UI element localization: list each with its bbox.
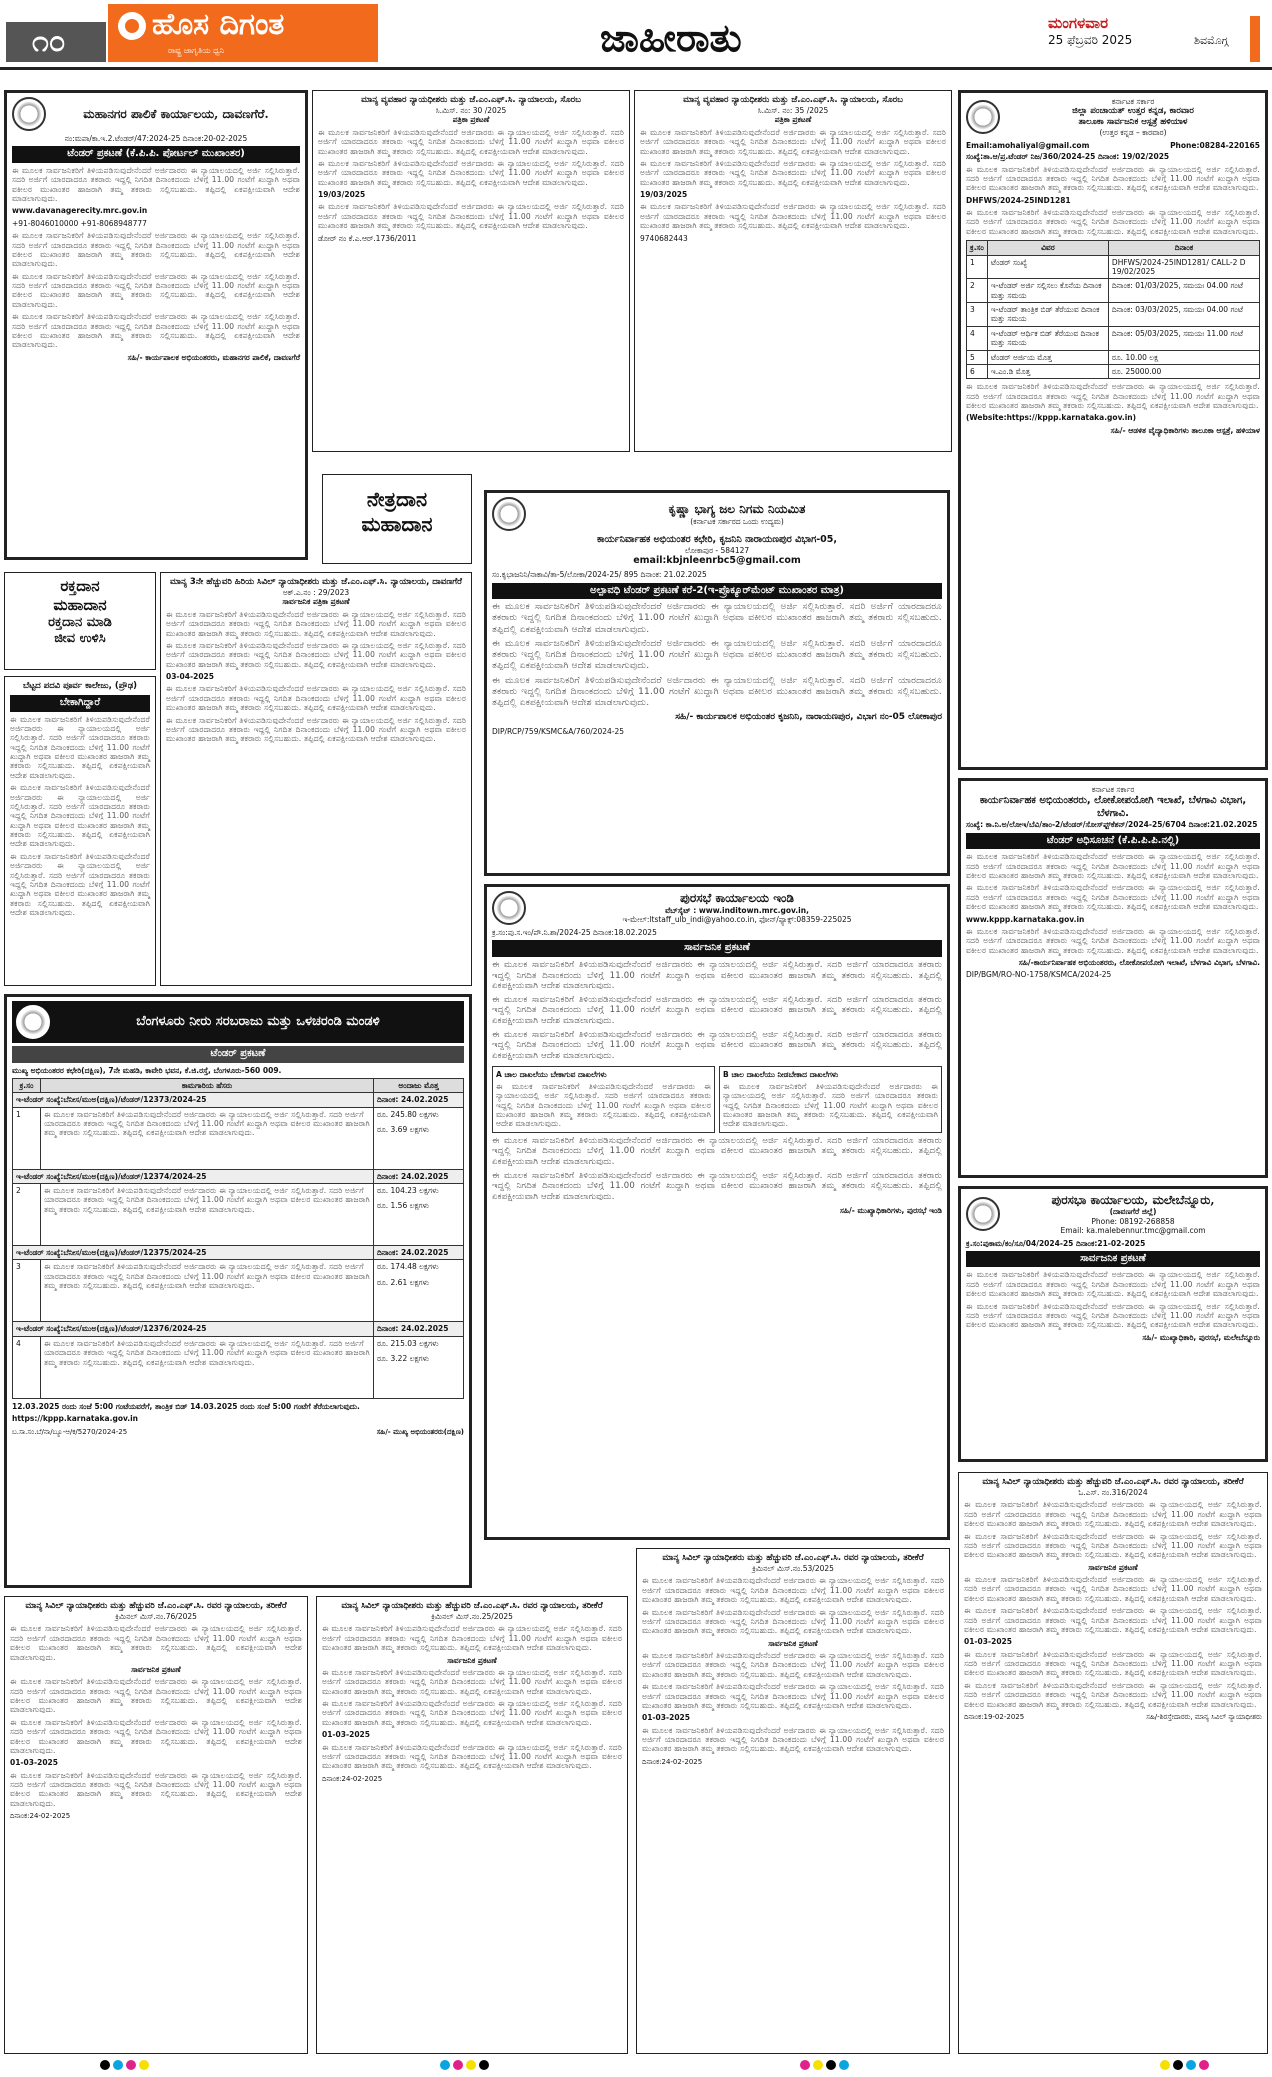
- court-sign-date: ದಿನಾಂಕ:24-02-2025: [10, 1812, 71, 1821]
- table-header-cell: ಅಂದಾಜು ಮೊತ್ತ: [374, 1078, 464, 1092]
- table-cell: 5: [967, 350, 988, 364]
- amount: ರೂ. 245.80 ಲಕ್ಷಗಳು: [377, 1109, 439, 1119]
- kbjnl-footer: ಸಹಿ/- ಕಾರ್ಯಪಾಲಕ ಅಭಿಯಂತರ ಕೃಜನಿನಿ, ನಾರಾಯಣಪುರ, ವಿಭಾಗ ನಂ-05 ಲೋಕಾಪುರ: [675, 712, 942, 723]
- table-cell: ರೂ. 25000.00: [1108, 364, 1259, 378]
- ad-body-3: ಈ ಮೂಲಕ ಸಾರ್ವಜನಿಕರಿಗೆ ತಿಳಿಯಪಡಿಸುವುದೇನೆಂದರೆ ಅರ್ಜಿದಾರರು ಈ ನ್ಯಾಯಾಲಯದಲ್ಲಿ ಅರ್ಜಿ ಸಲ್ಲಿಸಿರುತ್ತಾರೆ. ಸದರಿ ಅರ್ಜಿಗೆ ಯಾರದಾದರೂ ತಕರಾರು ಇದ್ದಲ್ಲಿ ನಿಗದಿತ ದಿನಾಂಕದಂದು ಬೆಳಿಗ್ಗೆ 11.00 ಗಂಟೆಗೆ ಖುದ್ದಾಗಿ ಅಥವಾ ವಕೀಲರ ಮುಖಾಂತರ ಹಾಜರಾಗಿ ತಮ್ಮ ತಕರಾರು ಸಲ್ಲಿಸಬಹುದು. ತಪ್ಪಿದಲ್ಲಿ ಏಕಪಕ್ಷೀಯವಾಗಿ ಆದೇಶ ಮಾಡಲಾಗುವುದು.: [12, 271, 300, 309]
- davangere-tender-ad: [4, 90, 308, 560]
- pwd-body-2: ಈ ಮೂಲಕ ಸಾರ್ವಜನಿಕರಿಗೆ ತಿಳಿಯಪಡಿಸುವುದೇನೆಂದರೆ ಅರ್ಜಿದಾರರು ಈ ನ್ಯಾಯಾಲಯದಲ್ಲಿ ಅರ್ಜಿ ಸಲ್ಲಿಸಿರುತ್ತಾರೆ. ಸದರಿ ಅರ್ಜಿಗೆ ಯಾರದಾದರೂ ತಕರಾರು ಇದ್ದಲ್ಲಿ ನಿಗದಿತ ದಿನಾಂಕದಂದು ಬೆಳಿಗ್ಗೆ 11.00 ಗಂಟೆಗೆ ಖುದ್ದಾಗಿ ಅಥವಾ ವಕೀಲರ ಮುಖಾಂತರ ಹಾಜರಾಗಿ ತಮ್ಮ ತಕರಾರು ಸಲ್ಲಿಸಬಹುದು. ತಪ್ಪಿದಲ್ಲಿ ಏಕಪಕ್ಷೀಯವಾಗಿ ಆದೇಶ ಮಾಡಲಾಗುವುದು.: [966, 883, 1260, 912]
- pwd-url[interactable]: www.kppp.karnataka.gov.in: [966, 914, 1085, 924]
- table-cell: DHFWS/2024-25IND1281/ CALL-2 D 19/02/2025: [1108, 255, 1259, 279]
- table-cell: ಟೆಂಡರ್ ಸಂಖ್ಯೆ: [987, 255, 1108, 279]
- ad-body: ಈ ಮೂಲಕ ಸಾರ್ವಜನಿಕರಿಗೆ ತಿಳಿಯಪಡಿಸುವುದೇನೆಂದರೆ ಅರ್ಜಿದಾರರು ಈ ನ್ಯಾಯಾಲಯದಲ್ಲಿ ಅರ್ಜಿ ಸಲ್ಲಿಸಿರುತ್ತಾರೆ. ಸದರಿ ಅರ್ಜಿಗೆ ಯಾರದಾದರೂ ತಕರಾರು ಇದ್ದಲ್ಲಿ ನಿಗದಿತ ದಿನಾಂಕದಂದು ಬೆಳಿಗ್ಗೆ 11.00 ಗಂಟೆಗೆ ಖುದ್ದಾಗಿ ಅಥವಾ ವಕೀಲರ ಮುಖಾಂತರ ಹಾಜರಾಗಿ ತಮ್ಮ ತಕರಾರು ಸಲ್ಲಿಸಬಹುದು. ತಪ್ಪಿದಲ್ಲಿ ಏಕಪಕ್ಷೀಯವಾಗಿ ಆದೇಶ ಮಾಡಲಾಗುವುದು.: [12, 165, 300, 203]
- court-case: ಅಕ್.ಎ.ನಂ : 29/2023: [282, 588, 350, 598]
- bwssb-logo-icon: [16, 1005, 50, 1039]
- bwssb-title: ಬೆಂಗಳೂರು ನೀರು ಸರಬರಾಜು ಮತ್ತು ಒಳಚರಂಡಿ ಮಂಡಳಿ: [136, 1014, 380, 1030]
- indi-body-2: ಈ ಮೂಲಕ ಸಾರ್ವಜನಿಕರಿಗೆ ತಿಳಿಯಪಡಿಸುವುದೇನೆಂದರೆ ಅರ್ಜಿದಾರರು ಈ ನ್ಯಾಯಾಲಯದಲ್ಲಿ ಅರ್ಜಿ ಸಲ್ಲಿಸಿರುತ್ತಾರೆ. ಸದರಿ ಅರ್ಜಿಗೆ ಯಾರದಾದರೂ ತಕರಾರು ಇದ್ದಲ್ಲಿ ನಿಗದಿತ ದಿನಾಂಕದಂದು ಬೆಳಿಗ್ಗೆ 11.00 ಗಂಟೆಗೆ ಖುದ್ದಾಗಿ ಅಥವಾ ವಕೀಲರ ಮುಖಾಂತರ ಹಾಜರಾಗಿ ತಮ್ಮ ತಕರಾರು ಸಲ್ಲಿಸಬಹುದು. ತಪ್ಪಿದಲ್ಲಿ ಏಕಪಕ್ಷೀಯವಾಗಿ ಆದೇಶ ಮಾಡಲಾಗುವುದು.: [492, 994, 942, 1026]
- amount: ರೂ. 104.23 ಲಕ್ಷಗಳು: [377, 1186, 439, 1195]
- court-body-2: ಈ ಮೂಲಕ ಸಾರ್ವಜನಿಕರಿಗೆ ತಿಳಿಯಪಡಿಸುವುದೇನೆಂದರೆ ಅರ್ಜಿದಾರರು ಈ ನ್ಯಾಯಾಲಯದಲ್ಲಿ ಅರ್ಜಿ ಸಲ್ಲಿಸಿರುತ್ತಾರೆ. ಸದರಿ ಅರ್ಜಿಗೆ ಯಾರದಾದರೂ ತಕರಾರು ಇದ್ದಲ್ಲಿ ನಿಗದಿತ ದಿನಾಂಕದಂದು ಬೆಳಿಗ್ಗೆ 11.00 ಗಂಟೆಗೆ ಖುದ್ದಾಗಿ ಅಥವಾ ವಕೀಲರ ಮುಖಾಂತರ ಹಾಜರಾಗಿ ತಮ್ಮ ತಕರಾರು ಸಲ್ಲಿಸಬಹುದು. ತಪ್ಪಿದಲ್ಲಿ ಏಕಪಕ್ಷೀಯವಾಗಿ ಆದೇಶ ಮಾಡಲಾಗುವುದು.: [322, 1667, 622, 1696]
- hospital-schedule-table: [966, 240, 1260, 379]
- hospital-email[interactable]: Email:amohaliyal@gmail.com: [966, 140, 1090, 150]
- court-date: 01-03-2025: [642, 1713, 690, 1723]
- tender-ref: ಇ-ಟೆಂಡರ್ ಸಂಖ್ಯೆ:ಬೆನೀಸ/ಮುಅ(ದಕ್ಷಿಣ)/ಟೆಂಡರ್/12374/2024-25: [13, 1169, 374, 1183]
- bwssb-footer: ಸಹಿ/- ಮುಖ್ಯ ಅಭಿಯಂತರರು(ದಕ್ಷಿಣ): [376, 1427, 464, 1436]
- emblem-icon: [12, 97, 46, 131]
- college-recruitment-ad: [4, 676, 156, 986]
- table-header-cell: ಕ್ರ.ಸಂ: [967, 241, 988, 255]
- emblem-icon: [966, 1197, 1000, 1231]
- bwssb-ref: ಬ.ಸಾ.ಸಂ.ಬೆ/ನಾ/ಬ್ಯೂ-ಆ/ಕ/5270/2024-25: [12, 1427, 128, 1436]
- court-body: ಈ ಮೂಲಕ ಸಾರ್ವಜನಿಕರಿಗೆ ತಿಳಿಯಪಡಿಸುವುದೇನೆಂದರೆ ಅರ್ಜಿದಾರರು ಈ ನ್ಯಾಯಾಲಯದಲ್ಲಿ ಅರ್ಜಿ ಸಲ್ಲಿಸಿರುತ್ತಾರೆ. ಸದರಿ ಅರ್ಜಿಗೆ ಯಾರದಾದರೂ ತಕರಾರು ಇದ್ದಲ್ಲಿ ನಿಗದಿತ ದಿನಾಂಕದಂದು ಬೆಳಿಗ್ಗೆ 11.00 ಗಂಟೆಗೆ ಖುದ್ದಾಗಿ ಅಥವಾ ವಕೀಲರ ಮುಖಾಂತರ ಹಾಜರಾಗಿ ತಮ್ಮ ತಕರಾರು ಸಲ್ಲಿಸಬಹುದು. ತಪ್ಪಿದಲ್ಲಿ ಏಕಪಕ್ಷೀಯವಾಗಿ ಆದೇಶ ಮಾಡಲಾಗುವುದು.: [166, 609, 466, 638]
- tender-date: ದಿನಾಂಕ: 24.02.2025: [374, 1322, 464, 1336]
- court-body-3: ಈ ಮೂಲಕ ಸಾರ್ವಜನಿಕರಿಗೆ ತಿಳಿಯಪಡಿಸುವುದೇನೆಂದರೆ ಅರ್ಜಿದಾರರು ಈ ನ್ಯಾಯಾಲಯದಲ್ಲಿ ಅರ್ಜಿ ಸಲ್ಲಿಸಿರುತ್ತಾರೆ. ಸದರಿ ಅರ್ಜಿಗೆ ಯಾರದಾದರೂ ತಕರಾರು ಇದ್ದಲ್ಲಿ ನಿಗದಿತ ದಿನಾಂಕದಂದು ಬೆಳಿಗ್ಗೆ 11.00 ಗಂಟೆಗೆ ಖುದ್ದಾಗಿ ಅಥವಾ ವಕೀಲರ ಮುಖಾಂತರ ಹಾಜರಾಗಿ ತಮ್ಮ ತಕರಾರು ಸಲ್ಲಿಸಬಹುದು. ತಪ್ಪಿದಲ್ಲಿ ಏಕಪಕ್ಷೀಯವಾಗಿ ಆದೇಶ ಮಾಡಲಾಗುವುದು.: [642, 1651, 944, 1679]
- table-cell: ಇ-ಟೆಂಡರ್ ಅರ್ಜಿ ಸಲ್ಲಿಸಲು ಕೊನೆಯ ದಿನಾಂಕ ಮತ್ತು ಸಮಯ: [987, 279, 1108, 303]
- emd: ರೂ. 3.22 ಲಕ್ಷಗಳು: [377, 1354, 430, 1364]
- mal-body-2: ಈ ಮೂಲಕ ಸಾರ್ವಜನಿಕರಿಗೆ ತಿಳಿಯಪಡಿಸುವುದೇನೆಂದರೆ ಅರ್ಜಿದಾರರು ಈ ನ್ಯಾಯಾಲಯದಲ್ಲಿ ಅರ್ಜಿ ಸಲ್ಲಿಸಿರುತ್ತಾರೆ. ಸದರಿ ಅರ್ಜಿಗೆ ಯಾರದಾದರೂ ತಕರಾರು ಇದ್ದಲ್ಲಿ ನಿಗದಿತ ದಿನಾಂಕದಂದು ಬೆಳಿಗ್ಗೆ 11.00 ಗಂಟೆಗೆ ಖುದ್ದಾಗಿ ಅಥವಾ ವಕೀಲರ ಮುಖಾಂತರ ಹಾಜರಾಗಿ ತಮ್ಮ ತಕರಾರು ಸಲ್ಲಿಸಬಹುದು. ತಪ್ಪಿದಲ್ಲಿ ಏಕಪಕ್ಷೀಯವಾಗಿ ಆದೇಶ ಮಾಡಲಾಗುವುದು.: [966, 1301, 1260, 1330]
- court-title: ಮಾನ್ಯ ಸಿವಿಲ್ ನ್ಯಾಯಾಧೀಶರು ಮತ್ತು ಹೆಚ್ಚುವರಿ ಜೆ.ಎಂ.ಎಫ್.ಸಿ. ರವರ ನ್ಯಾಯಾಲಯ, ತರೀಕೆರೆ: [662, 1553, 924, 1563]
- kbjnl-body-2: ಈ ಮೂಲಕ ಸಾರ್ವಜನಿಕರಿಗೆ ತಿಳಿಯಪಡಿಸುವುದೇನೆಂದರೆ ಅರ್ಜಿದಾರರು ಈ ನ್ಯಾಯಾಲಯದಲ್ಲಿ ಅರ್ಜಿ ಸಲ್ಲಿಸಿರುತ್ತಾರೆ. ಸದರಿ ಅರ್ಜಿಗೆ ಯಾರದಾದರೂ ತಕರಾರು ಇದ್ದಲ್ಲಿ ನಿಗದಿತ ದಿನಾಂಕದಂದು ಬೆಳಿಗ್ಗೆ 11.00 ಗಂಟೆಗೆ ಖುದ್ದಾಗಿ ಅಥವಾ ವಕೀಲರ ಮುಖಾಂತರ ಹಾಜರಾಗಿ ತಮ್ಮ ತಕರಾರು ಸಲ್ಲಿಸಬಹುದು. ತಪ್ಪಿದಲ್ಲಿ ಏಕಪಕ್ಷೀಯವಾಗಿ ಆದೇಶ ಮಾಡಲಾಗುವುದು.: [492, 638, 942, 672]
- table-row: [13, 1322, 464, 1336]
- pwd-body: ಈ ಮೂಲಕ ಸಾರ್ವಜನಿಕರಿಗೆ ತಿಳಿಯಪಡಿಸುವುದೇನೆಂದರೆ ಅರ್ಜಿದಾರರು ಈ ನ್ಯಾಯಾಲಯದಲ್ಲಿ ಅರ್ಜಿ ಸಲ್ಲಿಸಿರುತ್ತಾರೆ. ಸದರಿ ಅರ್ಜಿಗೆ ಯಾರದಾದರೂ ತಕರಾರು ಇದ್ದಲ್ಲಿ ನಿಗದಿತ ದಿನಾಂಕದಂದು ಬೆಳಿಗ್ಗೆ 11.00 ಗಂಟೆಗೆ ಖುದ್ದಾಗಿ ಅಥವಾ ವಕೀಲರ ಮುಖಾಂತರ ಹಾಜರಾಗಿ ತಮ್ಮ ತಕರಾರು ಸಲ್ಲಿಸಬಹುದು. ತಪ್ಪಿದಲ್ಲಿ ಏಕಪಕ್ಷೀಯವಾಗಿ ಆದೇಶ ಮಾಡಲಾಗುವುದು.: [966, 852, 1260, 880]
- gov-label: ಕರ್ನಾಟಕ ಸರ್ಕಾರ: [1091, 785, 1135, 794]
- indi-ref: ಕ್ರ.ಸಂ:ಪು.ಸ.ಇಂ/ಪೌ.ನಿ.ಶಾ/2024-25 ದಿನಾಂಕ:18.02.2025: [492, 928, 657, 937]
- court-case: ಕ್ರಿಮಿನಲ್ ಮಿಸ್.ನಂ.76/2025: [115, 1612, 197, 1622]
- blood-line-1: ರಕ್ತದಾನ: [60, 577, 100, 595]
- table-cell: ಇ.ಎಂ.ಡಿ ಮೊತ್ತ: [987, 364, 1108, 378]
- pwd-title: ಕಾರ್ಯನಿರ್ವಾಹಕ ಅಭಿಯಂತರರು, ಲೋಕೋಪಯೋಗಿ ಇಲಾಖೆ, ಬೆಳಗಾವಿ ವಿಭಾಗ, ಬೆಳಗಾವಿ.: [979, 795, 1247, 820]
- court-date: 19/03/2025: [640, 190, 688, 200]
- bwssb-tender-ad: [4, 994, 472, 1588]
- hospital-phone: Phone:08284-220165: [1170, 140, 1260, 150]
- table-row: [13, 1336, 464, 1398]
- court-body-4: ಈ ಮೂಲಕ ಸಾರ್ವಜನಿಕರಿಗೆ ತಿಳಿಯಪಡಿಸುವುದೇನೆಂದರೆ ಅರ್ಜಿದಾರರು ಈ ನ್ಯಾಯಾಲಯದಲ್ಲಿ ಅರ್ಜಿ ಸಲ್ಲಿಸಿರುತ್ತಾರೆ. ಸದರಿ ಅರ್ಜಿಗೆ ಯಾರದಾದರೂ ತಕರಾರು ಇದ್ದಲ್ಲಿ ನಿಗದಿತ ದಿನಾಂಕದಂದು ಬೆಳಿಗ್ಗೆ 11.00 ಗಂಟೆಗೆ ಖುದ್ದಾಗಿ ಅಥವಾ ವಕೀಲರ ಮುಖಾಂತರ ಹಾಜರಾಗಿ ತಮ್ಮ ತಕರಾರು ಸಲ್ಲಿಸಬಹುದು. ತಪ್ಪಿದಲ್ಲಿ ಏಕಪಕ್ಷೀಯವಾಗಿ ಆದೇಶ ಮಾಡಲಾಗುವುದು.: [964, 1606, 1262, 1634]
- college-body-2: ಈ ಮೂಲಕ ಸಾರ್ವಜನಿಕರಿಗೆ ತಿಳಿಯಪಡಿಸುವುದೇನೆಂದರೆ ಅರ್ಜಿದಾರರು ಈ ನ್ಯಾಯಾಲಯದಲ್ಲಿ ಅರ್ಜಿ ಸಲ್ಲಿಸಿರುತ್ತಾರೆ. ಸದರಿ ಅರ್ಜಿಗೆ ಯಾರದಾದರೂ ತಕರಾರು ಇದ್ದಲ್ಲಿ ನಿಗದಿತ ದಿನಾಂಕದಂದು ಬೆಳಿಗ್ಗೆ 11.00 ಗಂಟೆಗೆ ಖುದ್ದಾಗಿ ಅಥವಾ ವಕೀಲರ ಮುಖಾಂತರ ಹಾಜರಾಗಿ ತಮ್ಮ ತಕರಾರು ಸಲ್ಲಿಸಬಹುದು. ತಪ್ಪಿದಲ್ಲಿ ಏಕಪಕ್ಷೀಯವಾಗಿ ಆದೇಶ ಮಾಡಲಾಗುವುದು.: [10, 783, 150, 849]
- tender-ref: ಇ-ಟೆಂಡರ್ ಸಂಖ್ಯೆ:ಬೆನೀಸ/ಮುಅ(ದಕ್ಷಿಣ)/ಟೆಂಡರ್/12373/2024-25: [13, 1093, 374, 1107]
- hospital-footer: ಸಹಿ/- ಆಡಳಿತ ವೈದ್ಯಾಧಿಕಾರಿಗಳು ತಾಲೂಕಾ ಆಸ್ಪತ್ರೆ, ಹಳಿಯಾಳ: [1110, 425, 1260, 435]
- indi-col-b-head: B ಚಾಲ ದಾಖಲೆಯು ನೀಡಬೇಕಾದ ದಾಖಲೆಗಳು: [723, 1069, 839, 1079]
- college-body: ಈ ಮೂಲಕ ಸಾರ್ವಜನಿಕರಿಗೆ ತಿಳಿಯಪಡಿಸುವುದೇನೆಂದರೆ ಅರ್ಜಿದಾರರು ಈ ನ್ಯಾಯಾಲಯದಲ್ಲಿ ಅರ್ಜಿ ಸಲ್ಲಿಸಿರುತ್ತಾರೆ. ಸದರಿ ಅರ್ಜಿಗೆ ಯಾರದಾದರೂ ತಕರಾರು ಇದ್ದಲ್ಲಿ ನಿಗದಿತ ದಿನಾಂಕದಂದು ಬೆಳಿಗ್ಗೆ 11.00 ಗಂಟೆಗೆ ಖುದ್ದಾಗಿ ಅಥವಾ ವಕೀಲರ ಮುಖಾಂತರ ಹಾಜರಾಗಿ ತಮ್ಮ ತಕರಾರು ಸಲ್ಲಿಸಬಹುದು. ತಪ್ಪಿದಲ್ಲಿ ಏಕಪಕ್ಷೀಯವಾಗಿ ಆದೇಶ ಮಾಡಲಾಗುವುದು.: [10, 714, 150, 780]
- mal-district: (ದಾವಣಗೆರೆ ಜಿಲ್ಲೆ): [1109, 1207, 1157, 1217]
- table-cell: ರೂ. 10.00 ಲಕ್ಷ: [1108, 350, 1259, 364]
- table-cell: 4: [967, 326, 988, 350]
- ad-footer: ಸಹಿ/- ಕಾರ್ಯಪಾಲಕ ಅಭಿಯಂತರರು, ಮಹಾನಗರ ಪಾಲಿಕೆ, ದಾವಣಗೆರೆ: [127, 352, 300, 362]
- hospital-district: (ಉತ್ತರ ಕನ್ನಡ – ಕಾರವಾರ): [1099, 128, 1167, 138]
- amount: ರೂ. 174.48 ಲಕ್ಷಗಳು: [377, 1262, 439, 1272]
- table-row: [967, 303, 1260, 327]
- bwssb-url[interactable]: https://kppp.karnataka.gov.in: [12, 1414, 139, 1424]
- mal-phone: Phone: 08192-268858: [1091, 1216, 1175, 1226]
- tender-ref: ಇ-ಟೆಂಡರ್ ಸಂಖ್ಯೆ:ಬೆನೀಸ/ಮುಅ(ದಕ್ಷಿಣ)/ಟೆಂಡರ್/12375/2024-25: [13, 1246, 374, 1260]
- ad-banner: ಟೆಂಡರ್ ಪ್ರಕಟಣೆ (ಕೆ.ಪಿ.ಪಿ. ಪೋರ್ಟಲ್ ಮುಖಾಂತರ): [12, 146, 300, 163]
- eye-line-2: ಮಹಾದಾನ: [361, 512, 433, 536]
- belagavi-pwd-ad: [958, 778, 1268, 1178]
- tarikere-court-ad-76: [4, 1596, 308, 2054]
- court-title: ಮಾನ್ಯ ವ್ಯವಹಾರ ನ್ಯಾಯಧೀಶರು ಮತ್ತು ಜೆ.ಎಂ.ಎಫ್.ಸಿ. ನ್ಯಾಯಾಲಯ, ಸೊರಬ: [361, 95, 581, 105]
- table-cell: 2: [967, 279, 988, 303]
- court-body-3: ಈ ಮೂಲಕ ಸಾರ್ವಜನಿಕರಿಗೆ ತಿಳಿಯಪಡಿಸುವುದೇನೆಂದರೆ ಅರ್ಜಿದಾರರು ಈ ನ್ಯಾಯಾಲಯದಲ್ಲಿ ಅರ್ಜಿ ಸಲ್ಲಿಸಿರುತ್ತಾರೆ. ಸದರಿ ಅರ್ಜಿಗೆ ಯಾರದಾದರೂ ತಕರಾರು ಇದ್ದಲ್ಲಿ ನಿಗದಿತ ದಿನಾಂಕದಂದು ಬೆಳಿಗ್ಗೆ 11.00 ಗಂಟೆಗೆ ಖುದ್ದಾಗಿ ಅಥವಾ ವಕೀಲರ ಮುಖಾಂತರ ಹಾಜರಾಗಿ ತಮ್ಮ ತಕರಾರು ಸಲ್ಲಿಸಬಹುದು. ತಪ್ಪಿದಲ್ಲಿ ಏಕಪಕ್ಷೀಯವಾಗಿ ಆದೇಶ ಮಾಡಲಾಗುವುದು.: [964, 1575, 1262, 1603]
- court-case: ಕ್ರಿಮಿನಲ್ ಮಿಸ್.ನಂ.53/2025: [752, 1564, 834, 1574]
- emblem-icon: [966, 100, 1000, 134]
- tarikere-court-ad-316: [958, 1472, 1268, 2054]
- court-body-3: ಈ ಮೂಲಕ ಸಾರ್ವಜನಿಕರಿಗೆ ತಿಳಿಯಪಡಿಸುವುದೇನೆಂದರೆ ಅರ್ಜಿದಾರರು ಈ ನ್ಯಾಯಾಲಯದಲ್ಲಿ ಅರ್ಜಿ ಸಲ್ಲಿಸಿರುತ್ತಾರೆ. ಸದರಿ ಅರ್ಜಿಗೆ ಯಾರದಾದರೂ ತಕರಾರು ಇದ್ದಲ್ಲಿ ನಿಗದಿತ ದಿನಾಂಕದಂದು ಬೆಳಿಗ್ಗೆ 11.00 ಗಂಟೆಗೆ ಖುದ್ದಾಗಿ ಅಥವಾ ವಕೀಲರ ಮುಖಾಂತರ ಹಾಜರಾಗಿ ತಮ್ಮ ತಕರಾರು ಸಲ್ಲಿಸಬಹುದು. ತಪ್ಪಿದಲ್ಲಿ ಏಕಪಕ್ಷೀಯವಾಗಿ ಆದೇಶ ಮಾಡಲಾಗುವುದು.: [640, 202, 946, 231]
- pwd-dip: DIP/BGM/RO-NO-1758/KSMCA/2024-25: [966, 970, 1112, 980]
- edition-city: ಶಿವಮೊಗ್ಗ: [1194, 34, 1229, 47]
- hospital-ref: ಸಂಖ್ಯೆ:ತಾ.ಆ/ಪ್ರ.ಟೆಂಡರ್ ನಿಜ/360/2024-25 ದಿನಾಂಕ: 19/02/2025: [966, 152, 1170, 162]
- court-notice: ಸಾರ್ವಜನಿಕ ಪ್ರಕಟಣೆ: [447, 1655, 497, 1665]
- kbjnl-office: ಕಾರ್ಯನಿರ್ವಾಹಕ ಅಭಿಯಂತರ ಕಛೇರಿ, ಕೃಜನಿನಿ ನಾರಾಯಣಪುರ ವಿಭಾಗ-05,: [597, 534, 837, 545]
- college-body-3: ಈ ಮೂಲಕ ಸಾರ್ವಜನಿಕರಿಗೆ ತಿಳಿಯಪಡಿಸುವುದೇನೆಂದರೆ ಅರ್ಜಿದಾರರು ಈ ನ್ಯಾಯಾಲಯದಲ್ಲಿ ಅರ್ಜಿ ಸಲ್ಲಿಸಿರುತ್ತಾರೆ. ಸದರಿ ಅರ್ಜಿಗೆ ಯಾರದಾದರೂ ತಕರಾರು ಇದ್ದಲ್ಲಿ ನಿಗದಿತ ದಿನಾಂಕದಂದು ಬೆಳಿಗ್ಗೆ 11.00 ಗಂಟೆಗೆ ಖುದ್ದಾಗಿ ಅಥವಾ ವಕೀಲರ ಮುಖಾಂತರ ಹಾಜರಾಗಿ ತಮ್ಮ ತಕರಾರು ಸಲ್ಲಿಸಬಹುದು. ತಪ್ಪಿದಲ್ಲಿ ಏಕಪಕ್ಷೀಯವಾಗಿ ಆದೇಶ ಮಾಡಲಾಗುವುದು.: [10, 851, 150, 918]
- table-header-cell: ಕ್ರ.ಸಂ: [13, 1078, 41, 1092]
- hospital-title: ಜಿಲ್ಲಾ ಪಂಚಾಯತ್ ಉತ್ತರ ಕನ್ನಡ, ಕಾರವಾರ: [1072, 106, 1194, 117]
- court-title: ಮಾನ್ಯ ವ್ಯವಹಾರ ನ್ಯಾಯಧೀಶರು ಮತ್ತು ಜೆ.ಎಂ.ಎಫ್.ಸಿ. ನ್ಯಾಯಾಲಯ, ಸೊರಬ: [683, 95, 903, 105]
- table-row: [13, 1246, 464, 1260]
- court-title: ಮಾನ್ಯ ಸಿವಿಲ್ ನ್ಯಾಯಾಧೀಶರು ಮತ್ತು ಹೆಚ್ಚುವರಿ ಜೆ.ಎಂ.ಎಫ್.ಸಿ. ರವರ ನ್ಯಾಯಾಲಯ, ತರೀಕೆರೆ: [25, 1601, 287, 1611]
- court-notice: ಸಾರ್ವಜನಿಕ ಪ್ರಕಟಣೆ: [131, 1664, 181, 1674]
- blood-line-2: ಮಹಾದಾನ: [53, 595, 107, 614]
- table-row: [967, 326, 1260, 350]
- kbjnl-tender-ad: [484, 490, 950, 876]
- emd: ರೂ. 3.69 ಲಕ್ಷಗಳು: [377, 1125, 430, 1134]
- page-header: [0, 0, 1272, 70]
- court-body: ಈ ಮೂಲಕ ಸಾರ್ವಜನಿಕರಿಗೆ ತಿಳಿಯಪಡಿಸುವುದೇನೆಂದರೆ ಅರ್ಜಿದಾರರು ಈ ನ್ಯಾಯಾಲಯದಲ್ಲಿ ಅರ್ಜಿ ಸಲ್ಲಿಸಿರುತ್ತಾರೆ. ಸದರಿ ಅರ್ಜಿಗೆ ಯಾರದಾದರೂ ತಕರಾರು ಇದ್ದಲ್ಲಿ ನಿಗದಿತ ದಿನಾಂಕದಂದು ಬೆಳಿಗ್ಗೆ 11.00 ಗಂಟೆಗೆ ಖುದ್ದಾಗಿ ಅಥವಾ ವಕೀಲರ ಮುಖಾಂತರ ಹಾಜರಾಗಿ ತಮ್ಮ ತಕರಾರು ಸಲ್ಲಿಸಬಹುದು. ತಪ್ಪಿದಲ್ಲಿ ಏಕಪಕ್ಷೀಯವಾಗಿ ಆದೇಶ ಮಾಡಲಾಗುವುದು.: [964, 1500, 1262, 1529]
- row-number: 4: [13, 1336, 41, 1398]
- indi-column-a: [492, 1066, 715, 1133]
- court-date: 19/03/2025: [318, 190, 366, 200]
- court-notice: ಪತ್ರಿಕಾ ಪ್ರಕಟಣೆ: [452, 115, 490, 125]
- registration-marks: [800, 2060, 849, 2070]
- mal-footer: ಸಹಿ/- ಮುಖ್ಯಾಧಿಕಾರಿ, ಪುರಸಭೆ, ಮಲೇಬೆನ್ನೂರು: [1142, 1332, 1260, 1342]
- hospital-body: ಈ ಮೂಲಕ ಸಾರ್ವಜನಿಕರಿಗೆ ತಿಳಿಯಪಡಿಸುವುದೇನೆಂದರೆ ಅರ್ಜಿದಾರರು ಈ ನ್ಯಾಯಾಲಯದಲ್ಲಿ ಅರ್ಜಿ ಸಲ್ಲಿಸಿರುತ್ತಾರೆ. ಸದರಿ ಅರ್ಜಿಗೆ ಯಾರದಾದರೂ ತಕರಾರು ಇದ್ದಲ್ಲಿ ನಿಗದಿತ ದಿನಾಂಕದಂದು ಬೆಳಿಗ್ಗೆ 11.00 ಗಂಟೆಗೆ ಖುದ್ದಾಗಿ ಅಥವಾ ವಕೀಲರ ಮುಖಾಂತರ ಹಾಜರಾಗಿ ತಮ್ಮ ತಕರಾರು ಸಲ್ಲಿಸಬಹುದು. ತಪ್ಪಿದಲ್ಲಿ ಏಕಪಕ್ಷೀಯವಾಗಿ ಆದೇಶ ಮಾಡಲಾಗುವುದು.: [966, 164, 1260, 193]
- table-row: [13, 1107, 464, 1169]
- mal-email[interactable]: Email: ka.malebennur.tmc@gmail.com: [1060, 1226, 1206, 1236]
- college-title: ಬೆಟ್ಟದ ಪದವಿ ಪೂರ್ವ ಕಾಲೇಜು, (ಪ್ರೌಢ): [22, 681, 137, 691]
- tarikere-court-ad-25: [316, 1596, 628, 2054]
- kbjnl-dip: DIP/RCP/759/KSMC&A/760/2024-25: [492, 726, 625, 736]
- table-row: [13, 1169, 464, 1183]
- court-sign-date: ದಿನಾಂಕ:24-02-2025: [642, 1757, 703, 1766]
- court-title: ಮಾನ್ಯ 3ನೇ ಹೆಚ್ಚುವರಿ ಹಿರಿಯ ಸಿವಿಲ್ ನ್ಯಾಯಾಧೀಶರು ಮತ್ತು ಜೆ.ಎಂ.ಎಫ್.ಸಿ. ನ್ಯಾಯಾಲಯ, ದಾವಣಗೆರೆ: [169, 577, 463, 587]
- eye-donation-ad: [322, 474, 472, 564]
- court-sign-date: ದಿನಾಂಕ:24-02-2025: [322, 1774, 383, 1783]
- masthead-tagline: ರಾಷ್ಟ್ರ ಜಾಗೃತಿಯ ಧ್ವನಿ: [168, 46, 225, 55]
- court-ref: ಡೋರ್ ನಂ ಕೆ.ಎ.ಆರ್.1736/2011: [318, 233, 417, 243]
- blood-line-4: ಜೀವ ಉಳಿಸಿ: [54, 630, 106, 646]
- blood-line-3: ರಕ್ತದಾನ ಮಾಡಿ: [48, 614, 112, 630]
- court-body-4: ಈ ಮೂಲಕ ಸಾರ್ವಜನಿಕರಿಗೆ ತಿಳಿಯಪಡಿಸುವುದೇನೆಂದರೆ ಅರ್ಜಿದಾರರು ಈ ನ್ಯಾಯಾಲಯದಲ್ಲಿ ಅರ್ಜಿ ಸಲ್ಲಿಸಿರುತ್ತಾರೆ. ಸದರಿ ಅರ್ಜಿಗೆ ಯಾರದಾದರೂ ತಕರಾರು ಇದ್ದಲ್ಲಿ ನಿಗದಿತ ದಿನಾಂಕದಂದು ಬೆಳಿಗ್ಗೆ 11.00 ಗಂಟೆಗೆ ಖುದ್ದಾಗಿ ಅಥವಾ ವಕೀಲರ ಮುಖಾಂತರ ಹಾಜರಾಗಿ ತಮ್ಮ ತಕರಾರು ಸಲ್ಲಿಸಬಹುದು. ತಪ್ಪಿದಲ್ಲಿ ಏಕಪಕ್ಷೀಯವಾಗಿ ಆದೇಶ ಮಾಡಲಾಗುವುದು.: [166, 715, 466, 744]
- ad-body-4: ಈ ಮೂಲಕ ಸಾರ್ವಜನಿಕರಿಗೆ ತಿಳಿಯಪಡಿಸುವುದೇನೆಂದರೆ ಅರ್ಜಿದಾರರು ಈ ನ್ಯಾಯಾಲಯದಲ್ಲಿ ಅರ್ಜಿ ಸಲ್ಲಿಸಿರುತ್ತಾರೆ. ಸದರಿ ಅರ್ಜಿಗೆ ಯಾರದಾದರೂ ತಕರಾರು ಇದ್ದಲ್ಲಿ ನಿಗದಿತ ದಿನಾಂಕದಂದು ಬೆಳಿಗ್ಗೆ 11.00 ಗಂಟೆಗೆ ಖುದ್ದಾಗಿ ಅಥವಾ ವಕೀಲರ ಮುಖಾಂತರ ಹಾಜರಾಗಿ ತಮ್ಮ ತಕರಾರು ಸಲ್ಲಿಸಬಹುದು. ತಪ್ಪಿದಲ್ಲಿ ಏಕಪಕ್ಷೀಯವಾಗಿ ಆದೇಶ ಮಾಡಲಾಗುವುದು.: [12, 312, 300, 350]
- masthead: [108, 4, 378, 62]
- table-cell: 6: [967, 364, 988, 378]
- amount-cell: [374, 1260, 464, 1322]
- court-body-3: ಈ ಮೂಲಕ ಸಾರ್ವಜನಿಕರಿಗೆ ತಿಳಿಯಪಡಿಸುವುದೇನೆಂದರೆ ಅರ್ಜಿದಾರರು ಈ ನ್ಯಾಯಾಲಯದಲ್ಲಿ ಅರ್ಜಿ ಸಲ್ಲಿಸಿರುತ್ತಾರೆ. ಸದರಿ ಅರ್ಜಿಗೆ ಯಾರದಾದರೂ ತಕರಾರು ಇದ್ದಲ್ಲಿ ನಿಗದಿತ ದಿನಾಂಕದಂದು ಬೆಳಿಗ್ಗೆ 11.00 ಗಂಟೆಗೆ ಖುದ್ದಾಗಿ ಅಥವಾ ವಕೀಲರ ಮುಖಾಂತರ ಹಾಜರಾಗಿ ತಮ್ಮ ತಕರಾರು ಸಲ್ಲಿಸಬಹುದು. ತಪ್ಪಿದಲ್ಲಿ ಏಕಪಕ್ಷೀಯವಾಗಿ ಆದೇಶ ಮಾಡಲಾಗುವುದು.: [318, 202, 624, 231]
- bwssb-work-table: [12, 1078, 464, 1399]
- ad-body-2: ಈ ಮೂಲಕ ಸಾರ್ವಜನಿಕರಿಗೆ ತಿಳಿಯಪಡಿಸುವುದೇನೆಂದರೆ ಅರ್ಜಿದಾರರು ಈ ನ್ಯಾಯಾಲಯದಲ್ಲಿ ಅರ್ಜಿ ಸಲ್ಲಿಸಿರುತ್ತಾರೆ. ಸದರಿ ಅರ್ಜಿಗೆ ಯಾರದಾದರೂ ತಕರಾರು ಇದ್ದಲ್ಲಿ ನಿಗದಿತ ದಿನಾಂಕದಂದು ಬೆಳಿಗ್ಗೆ 11.00 ಗಂಟೆಗೆ ಖುದ್ದಾಗಿ ಅಥವಾ ವಕೀಲರ ಮುಖಾಂತರ ಹಾಜರಾಗಿ ತಮ್ಮ ತಕರಾರು ಸಲ್ಲಿಸಬಹುದು. ತಪ್ಪಿದಲ್ಲಿ ಏಕಪಕ್ಷೀಯವಾಗಿ ಆದೇಶ ಮಾಡಲಾಗುವುದು.: [12, 231, 300, 269]
- section-title: ಜಾಹೀರಾತು: [600, 15, 742, 60]
- pwd-ref: ಸಂಖ್ಯೆ: ಕಾ.ನಿ.ಅ/ಲೋಇ/ಬೆವಿ/ತಾಂ-2/ಟೆಂಡರ್/ಸೋಸ್‌ಫ್ಟ್‌ಕೆಶನ್/2024-25/6704 ದಿನಾಂಕ:21.02.2025: [966, 820, 1258, 830]
- page-number: ೧೦: [6, 22, 106, 62]
- tender-date: ದಿನಾಂಕ: 24.02.2025: [374, 1093, 464, 1107]
- court-date: 01-03-2025: [964, 1637, 1012, 1647]
- hospital-body-3: ಈ ಮೂಲಕ ಸಾರ್ವಜನಿಕರಿಗೆ ತಿಳಿಯಪಡಿಸುವುದೇನೆಂದರೆ ಅರ್ಜಿದಾರರು ಈ ನ್ಯಾಯಾಲಯದಲ್ಲಿ ಅರ್ಜಿ ಸಲ್ಲಿಸಿರುತ್ತಾರೆ. ಸದರಿ ಅರ್ಜಿಗೆ ಯಾರದಾದರೂ ತಕರಾರು ಇದ್ದಲ್ಲಿ ನಿಗದಿತ ದಿನಾಂಕದಂದು ಬೆಳಿಗ್ಗೆ 11.00 ಗಂಟೆಗೆ ಖುದ್ದಾಗಿ ಅಥವಾ ವಕೀಲರ ಮುಖಾಂತರ ಹಾಜರಾಗಿ ತಮ್ಮ ತಕರಾರು ಸಲ್ಲಿಸಬಹುದು. ತಪ್ಪಿದಲ್ಲಿ ಏಕಪಕ್ಷೀಯವಾಗಿ ಆದೇಶ ಮಾಡಲಾಗುವುದು.: [966, 382, 1260, 411]
- work-description: ಈ ಮೂಲಕ ಸಾರ್ವಜನಿಕರಿಗೆ ತಿಳಿಯಪಡಿಸುವುದೇನೆಂದರೆ ಅರ್ಜಿದಾರರು ಈ ನ್ಯಾಯಾಲಯದಲ್ಲಿ ಅರ್ಜಿ ಸಲ್ಲಿಸಿರುತ್ತಾರೆ. ಸದರಿ ಅರ್ಜಿಗೆ ಯಾರದಾದರೂ ತಕರಾರು ಇದ್ದಲ್ಲಿ ನಿಗದಿತ ದಿನಾಂಕದಂದು ಬೆಳಿಗ್ಗೆ 11.00 ಗಂಟೆಗೆ ಖುದ್ದಾಗಿ ಅಥವಾ ವಕೀಲರ ಮುಖಾಂತರ ಹಾಜರಾಗಿ ತಮ್ಮ ತಕರಾರು ಸಲ್ಲಿಸಬಹುದು. ತಪ್ಪಿದಲ್ಲಿ ಏಕಪಕ್ಷೀಯವಾಗಿ ಆದೇಶ ಮಾಡಲಾಗುವುದು.: [41, 1336, 374, 1398]
- court-body-6: ಈ ಮೂಲಕ ಸಾರ್ವಜನಿಕರಿಗೆ ತಿಳಿಯಪಡಿಸುವುದೇನೆಂದರೆ ಅರ್ಜಿದಾರರು ಈ ನ್ಯಾಯಾಲಯದಲ್ಲಿ ಅರ್ಜಿ ಸಲ್ಲಿಸಿರುತ್ತಾರೆ. ಸದರಿ ಅರ್ಜಿಗೆ ಯಾರದಾದರೂ ತಕರಾರು ಇದ್ದಲ್ಲಿ ನಿಗದಿತ ದಿನಾಂಕದಂದು ಬೆಳಿಗ್ಗೆ 11.00 ಗಂಟೆಗೆ ಖುದ್ದಾಗಿ ಅಥವಾ ವಕೀಲರ ಮುಖಾಂತರ ಹಾಜರಾಗಿ ತಮ್ಮ ತಕರಾರು ಸಲ್ಲಿಸಬಹುದು. ತಪ್ಪಿದಲ್ಲಿ ಏಕಪಕ್ಷೀಯವಾಗಿ ಆದೇಶ ಮಾಡಲಾಗುವುದು.: [964, 1680, 1262, 1709]
- table-cell: ದಿನಾಂಕ: 01/03/2025, ಸಮಯಃ 04.00 ಗಂಟೆ: [1108, 279, 1259, 303]
- work-description: ಈ ಮೂಲಕ ಸಾರ್ವಜನಿಕರಿಗೆ ತಿಳಿಯಪಡಿಸುವುದೇನೆಂದರೆ ಅರ್ಜಿದಾರರು ಈ ನ್ಯಾಯಾಲಯದಲ್ಲಿ ಅರ್ಜಿ ಸಲ್ಲಿಸಿರುತ್ತಾರೆ. ಸದರಿ ಅರ್ಜಿಗೆ ಯಾರದಾದರೂ ತಕರಾರು ಇದ್ದಲ್ಲಿ ನಿಗದಿತ ದಿನಾಂಕದಂದು ಬೆಳಿಗ್ಗೆ 11.00 ಗಂಟೆಗೆ ಖುದ್ದಾಗಿ ಅಥವಾ ವಕೀಲರ ಮುಖಾಂತರ ಹಾಜರಾಗಿ ತಮ್ಮ ತಕರಾರು ಸಲ್ಲಿಸಬಹುದು. ತಪ್ಪಿದಲ್ಲಿ ಏಕಪಕ್ಷೀಯವಾಗಿ ಆದೇಶ ಮಾಡಲಾಗುವುದು.: [41, 1260, 374, 1322]
- court-notice: ಪತ್ರಿಕಾ ಪ್ರಕಟಣೆ: [774, 115, 812, 125]
- college-banner: ಬೇಕಾಗಿದ್ದಾರೆ: [10, 695, 150, 712]
- amount-cell: [374, 1107, 464, 1169]
- court-body: ಈ ಮೂಲಕ ಸಾರ್ವಜನಿಕರಿಗೆ ತಿಳಿಯಪಡಿಸುವುದೇನೆಂದರೆ ಅರ್ಜಿದಾರರು ಈ ನ್ಯಾಯಾಲಯದಲ್ಲಿ ಅರ್ಜಿ ಸಲ್ಲಿಸಿರುತ್ತಾರೆ. ಸದರಿ ಅರ್ಜಿಗೆ ಯಾರದಾದರೂ ತಕರಾರು ಇದ್ದಲ್ಲಿ ನಿಗದಿತ ದಿನಾಂಕದಂದು ಬೆಳಿಗ್ಗೆ 11.00 ಗಂಟೆಗೆ ಖುದ್ದಾಗಿ ಅಥವಾ ವಕೀಲರ ಮುಖಾಂತರ ಹಾಜರಾಗಿ ತಮ್ಮ ತಕರಾರು ಸಲ್ಲಿಸಬಹುದು. ತಪ್ಪಿದಲ್ಲಿ ಏಕಪಕ್ಷೀಯವಾಗಿ ಆದೇಶ ಮಾಡಲಾಗುವುದು.: [640, 127, 946, 156]
- work-description: ಈ ಮೂಲಕ ಸಾರ್ವಜನಿಕರಿಗೆ ತಿಳಿಯಪಡಿಸುವುದೇನೆಂದರೆ ಅರ್ಜಿದಾರರು ಈ ನ್ಯಾಯಾಲಯದಲ್ಲಿ ಅರ್ಜಿ ಸಲ್ಲಿಸಿರುತ್ತಾರೆ. ಸದರಿ ಅರ್ಜಿಗೆ ಯಾರದಾದರೂ ತಕರಾರು ಇದ್ದಲ್ಲಿ ನಿಗದಿತ ದಿನಾಂಕದಂದು ಬೆಳಿಗ್ಗೆ 11.00 ಗಂಟೆಗೆ ಖುದ್ದಾಗಿ ಅಥವಾ ವಕೀಲರ ಮುಖಾಂತರ ಹಾಜರಾಗಿ ತಮ್ಮ ತಕರಾರು ಸಲ್ಲಿಸಬಹುದು. ತಪ್ಪಿದಲ್ಲಿ ಏಕಪಕ್ಷೀಯವಾಗಿ ಆದೇಶ ಮಾಡಲಾಗುವುದು.: [41, 1107, 374, 1169]
- court-date: 03-04-2025: [166, 672, 214, 682]
- court-body-2: ಈ ಮೂಲಕ ಸಾರ್ವಜನಿಕರಿಗೆ ತಿಳಿಯಪಡಿಸುವುದೇನೆಂದರೆ ಅರ್ಜಿದಾರರು ಈ ನ್ಯಾಯಾಲಯದಲ್ಲಿ ಅರ್ಜಿ ಸಲ್ಲಿಸಿರುತ್ತಾರೆ. ಸದರಿ ಅರ್ಜಿಗೆ ಯಾರದಾದರೂ ತಕರಾರು ಇದ್ದಲ್ಲಿ ನಿಗದಿತ ದಿನಾಂಕದಂದು ಬೆಳಿಗ್ಗೆ 11.00 ಗಂಟೆಗೆ ಖುದ್ದಾಗಿ ಅಥವಾ ವಕೀಲರ ಮುಖಾಂತರ ಹಾಜರಾಗಿ ತಮ್ಮ ತಕರಾರು ಸಲ್ಲಿಸಬಹುದು. ತಪ್ಪಿದಲ್ಲಿ ಏಕಪಕ್ಷೀಯವಾಗಿ ಆದೇಶ ಮಾಡಲಾಗುವುದು.: [642, 1607, 944, 1636]
- table-header-cell: ವಿವರ: [987, 241, 1108, 255]
- indi-banner: ಸಾರ್ವಜನಿಕ ಪ್ರಕಟಣೆ: [492, 940, 942, 957]
- pwd-body-3: ಈ ಮೂಲಕ ಸಾರ್ವಜನಿಕರಿಗೆ ತಿಳಿಯಪಡಿಸುವುದೇನೆಂದರೆ ಅರ್ಜಿದಾರರು ಈ ನ್ಯಾಯಾಲಯದಲ್ಲಿ ಅರ್ಜಿ ಸಲ್ಲಿಸಿರುತ್ತಾರೆ. ಸದರಿ ಅರ್ಜಿಗೆ ಯಾರದಾದರೂ ತಕರಾರು ಇದ್ದಲ್ಲಿ ನಿಗದಿತ ದಿನಾಂಕದಂದು ಬೆಳಿಗ್ಗೆ 11.00 ಗಂಟೆಗೆ ಖುದ್ದಾಗಿ ಅಥವಾ ವಕೀಲರ ಮುಖಾಂತರ ಹಾಜರಾಗಿ ತಮ್ಮ ತಕರಾರು ಸಲ್ಲಿಸಬಹುದು. ತಪ್ಪಿದಲ್ಲಿ ಏಕಪಕ್ಷೀಯವಾಗಿ ಆದೇಶ ಮಾಡಲಾಗುವುದು.: [966, 926, 1260, 955]
- bwssb-office: ಮುಖ್ಯ ಅಭಿಯಂತರರ ಕಛೇರಿ(ದಕ್ಷಿಣ), 7ನೇ ಮಹಡಿ, ಕಾವೇರಿ ಭವನ, ಕೆ.ಜಿ.ರಸ್ತೆ, ಬೆಂಗಳೂರು-560 009.: [12, 1065, 282, 1075]
- kbjnl-body: ಈ ಮೂಲಕ ಸಾರ್ವಜನಿಕರಿಗೆ ತಿಳಿಯಪಡಿಸುವುದೇನೆಂದರೆ ಅರ್ಜಿದಾರರು ಈ ನ್ಯಾಯಾಲಯದಲ್ಲಿ ಅರ್ಜಿ ಸಲ್ಲಿಸಿರುತ್ತಾರೆ. ಸದರಿ ಅರ್ಜಿಗೆ ಯಾರದಾದರೂ ತಕರಾರು ಇದ್ದಲ್ಲಿ ನಿಗದಿತ ದಿನಾಂಕದಂದು ಬೆಳಿಗ್ಗೆ 11.00 ಗಂಟೆಗೆ ಖುದ್ದಾಗಿ ಅಥವಾ ವಕೀಲರ ಮುಖಾಂತರ ಹಾಜರಾಗಿ ತಮ್ಮ ತಕರಾರು ಸಲ್ಲಿಸಬಹುದು. ತಪ್ಪಿದಲ್ಲಿ ಏಕಪಕ್ಷೀಯವಾಗಿ ಆದೇಶ ಮಾಡಲಾಗುವುದು.: [492, 602, 942, 635]
- ad-title: ಮಹಾನಗರ ಪಾಲಿಕೆ ಕಾರ್ಯಾಲಯ, ದಾವಣಗೆರೆ.: [83, 106, 269, 121]
- table-row: [967, 279, 1260, 303]
- indi-title: ಪುರಸಭೆ ಕಾರ್ಯಾಲಯ ಇಂಡಿ: [680, 891, 794, 906]
- amount-cell: [374, 1184, 464, 1246]
- amount: ರೂ. 215.03 ಲಕ್ಷಗಳು: [377, 1338, 439, 1348]
- table-header-cell: ಕಾಮಗಾರಿಯ ಹೆಸರು: [41, 1078, 374, 1092]
- court-sign-date: ದಿನಾಂಕ:19-02-2025: [964, 1712, 1025, 1721]
- emd: ರೂ. 2.61 ಲಕ್ಷಗಳು: [377, 1277, 430, 1287]
- court-body-2: ಈ ಮೂಲಕ ಸಾರ್ವಜನಿಕರಿಗೆ ತಿಳಿಯಪಡಿಸುವುದೇನೆಂದರೆ ಅರ್ಜಿದಾರರು ಈ ನ್ಯಾಯಾಲಯದಲ್ಲಿ ಅರ್ಜಿ ಸಲ್ಲಿಸಿರುತ್ತಾರೆ. ಸದರಿ ಅರ್ಜಿಗೆ ಯಾರದಾದರೂ ತಕರಾರು ಇದ್ದಲ್ಲಿ ನಿಗದಿತ ದಿನಾಂಕದಂದು ಬೆಳಿಗ್ಗೆ 11.00 ಗಂಟೆಗೆ ಖುದ್ದಾಗಿ ಅಥವಾ ವಕೀಲರ ಮುಖಾಂತರ ಹಾಜರಾಗಿ ತಮ್ಮ ತಕರಾರು ಸಲ್ಲಿಸಬಹುದು. ತಪ್ಪಿದಲ್ಲಿ ಏಕಪಕ್ಷೀಯವಾಗಿ ಆದೇಶ ಮಾಡಲಾಗುವುದು.: [318, 158, 624, 187]
- registration-marks: [100, 2060, 149, 2070]
- court-body-3: ಈ ಮೂಲಕ ಸಾರ್ವಜನಿಕರಿಗೆ ತಿಳಿಯಪಡಿಸುವುದೇನೆಂದರೆ ಅರ್ಜಿದಾರರು ಈ ನ್ಯಾಯಾಲಯದಲ್ಲಿ ಅರ್ಜಿ ಸಲ್ಲಿಸಿರುತ್ತಾರೆ. ಸದರಿ ಅರ್ಜಿಗೆ ಯಾರದಾದರೂ ತಕರಾರು ಇದ್ದಲ್ಲಿ ನಿಗದಿತ ದಿನಾಂಕದಂದು ಬೆಳಿಗ್ಗೆ 11.00 ಗಂಟೆಗೆ ಖುದ್ದಾಗಿ ಅಥವಾ ವಕೀಲರ ಮುಖಾಂತರ ಹಾಜರಾಗಿ ತಮ್ಮ ತಕರಾರು ಸಲ್ಲಿಸಬಹುದು. ತಪ್ಪಿದಲ್ಲಿ ಏಕಪಕ್ಷೀಯವಾಗಿ ಆದೇಶ ಮಾಡಲಾಗುವುದು.: [166, 684, 466, 713]
- indi-col-a-head: A ಚಾಲ ದಾಖಲೆಯು ಬೇಕಾಗುವ ದಾಖಲೆಗಳು: [496, 1069, 607, 1079]
- indi-email[interactable]: ಇ-ಮೇಲ್:ltstaff_ulb_indi@yahoo.co.in, ಫೋನ್/ಫ್ಯಾಕ್ಸ್:08359-225025: [622, 915, 852, 925]
- row-number: 2: [13, 1184, 41, 1246]
- tarikere-court-ad-53: [636, 1548, 950, 2054]
- court-body-4: ಈ ಮೂಲಕ ಸಾರ್ವಜನಿಕರಿಗೆ ತಿಳಿಯಪಡಿಸುವುದೇನೆಂದರೆ ಅರ್ಜಿದಾರರು ಈ ನ್ಯಾಯಾಲಯದಲ್ಲಿ ಅರ್ಜಿ ಸಲ್ಲಿಸಿರುತ್ತಾರೆ. ಸದರಿ ಅರ್ಜಿಗೆ ಯಾರದಾದರೂ ತಕರಾರು ಇದ್ದಲ್ಲಿ ನಿಗದಿತ ದಿನಾಂಕದಂದು ಬೆಳಿಗ್ಗೆ 11.00 ಗಂಟೆಗೆ ಖುದ್ದಾಗಿ ಅಥವಾ ವಕೀಲರ ಮುಖಾಂತರ ಹಾಜರಾಗಿ ತಮ್ಮ ತಕರಾರು ಸಲ್ಲಿಸಬಹುದು. ತಪ್ಪಿದಲ್ಲಿ ಏಕಪಕ್ಷೀಯವಾಗಿ ಆದೇಶ ಮಾಡಲಾಗುವುದು.: [642, 1682, 944, 1710]
- table-cell: ದಿನಾಂಕ: 05/03/2025, ಸಮಯಃ 11.00 ಗಂಟೆ: [1108, 326, 1259, 350]
- indi-col-a-body: ಈ ಮೂಲಕ ಸಾರ್ವಜನಿಕರಿಗೆ ತಿಳಿಯಪಡಿಸುವುದೇನೆಂದರೆ ಅರ್ಜಿದಾರರು ಈ ನ್ಯಾಯಾಲಯದಲ್ಲಿ ಅರ್ಜಿ ಸಲ್ಲಿಸಿರುತ್ತಾರೆ. ಸದರಿ ಅರ್ಜಿಗೆ ಯಾರದಾದರೂ ತಕರಾರು ಇದ್ದಲ್ಲಿ ನಿಗದಿತ ದಿನಾಂಕದಂದು ಬೆಳಿಗ್ಗೆ 11.00 ಗಂಟೆಗೆ ಖುದ್ದಾಗಿ ಅಥವಾ ವಕೀಲರ ಮುಖಾಂತರ ಹಾಜರಾಗಿ ತಮ್ಮ ತಕರಾರು ಸಲ್ಲಿಸಬಹುದು. ತಪ್ಪಿದಲ್ಲಿ ಏಕಪಕ್ಷೀಯವಾಗಿ ಆದೇಶ ಮಾಡಲಾಗುವುದು.: [496, 1081, 711, 1129]
- ad-ref: ನಂ:ಮಪಾ/ಕಾ.ಇ.2.ಟೆಂಡರ್/47:2024-25 ದಿನಾಂಕ:20-02-2025: [64, 134, 248, 143]
- table-row: [967, 350, 1260, 364]
- kbjnl-ref: ಸಂ.ಕೃಭಾಜನಿನಿ/ನಾಕಾವಿ/ತಾ-5/ಲೋಕಾ/2024-25/ 895 ದಿನಾಂಕ: 21.02.2025: [492, 570, 707, 580]
- court-body-4: ಈ ಮೂಲಕ ಸಾರ್ವಜನಿಕರಿಗೆ ತಿಳಿಯಪಡಿಸುವುದೇನೆಂದರೆ ಅರ್ಜಿದಾರರು ಈ ನ್ಯಾಯಾಲಯದಲ್ಲಿ ಅರ್ಜಿ ಸಲ್ಲಿಸಿರುತ್ತಾರೆ. ಸದರಿ ಅರ್ಜಿಗೆ ಯಾರದಾದರೂ ತಕರಾರು ಇದ್ದಲ್ಲಿ ನಿಗದಿತ ದಿನಾಂಕದಂದು ಬೆಳಿಗ್ಗೆ 11.00 ಗಂಟೆಗೆ ಖುದ್ದಾಗಿ ಅಥವಾ ವಕೀಲರ ಮುಖಾಂತರ ಹಾಜರಾಗಿ ತಮ್ಮ ತಕರಾರು ಸಲ್ಲಿಸಬಹುದು. ತಪ್ಪಿದಲ್ಲಿ ಏಕಪಕ್ಷೀಯವಾಗಿ ಆದೇಶ ಮಾಡಲಾಗುವುದು.: [322, 1742, 622, 1771]
- table-cell: ಟೆಂಡರ್ ಅರ್ಜಿಯ ಮೊತ್ತ: [987, 350, 1108, 364]
- tender-date: ದಿನಾಂಕ: 24.02.2025: [374, 1169, 464, 1183]
- hospital-website[interactable]: (Website:https://kppp.karnataka.gov.in): [966, 413, 1137, 423]
- court-date: 01-03-2025: [10, 1758, 58, 1768]
- bwssb-banner: ಟೆಂಡರ್ ಪ್ರಕಟಣೆ: [12, 1046, 464, 1063]
- indi-body-5: ಈ ಮೂಲಕ ಸಾರ್ವಜನಿಕರಿಗೆ ತಿಳಿಯಪಡಿಸುವುದೇನೆಂದರೆ ಅರ್ಜಿದಾರರು ಈ ನ್ಯಾಯಾಲಯದಲ್ಲಿ ಅರ್ಜಿ ಸಲ್ಲಿಸಿರುತ್ತಾರೆ. ಸದರಿ ಅರ್ಜಿಗೆ ಯಾರದಾದರೂ ತಕರಾರು ಇದ್ದಲ್ಲಿ ನಿಗದಿತ ದಿನಾಂಕದಂದು ಬೆಳಿಗ್ಗೆ 11.00 ಗಂಟೆಗೆ ಖುದ್ದಾಗಿ ಅಥವಾ ವಕೀಲರ ಮುಖಾಂತರ ಹಾಜರಾಗಿ ತಮ್ಮ ತಕರಾರು ಸಲ್ಲಿಸಬಹುದು. ತಪ್ಪಿದಲ್ಲಿ ಏಕಪಕ್ಷೀಯವಾಗಿ ಆದೇಶ ಮಾಡಲಾಗುವುದು.: [492, 1170, 942, 1202]
- table-row: [13, 1260, 464, 1322]
- emblem-icon: [492, 891, 526, 925]
- court-case: ಸಿ.ಮಿಸ್. ನಂ: 30 /2025: [435, 106, 507, 116]
- indi-body: ಈ ಮೂಲಕ ಸಾರ್ವಜನಿಕರಿಗೆ ತಿಳಿಯಪಡಿಸುವುದೇನೆಂದರೆ ಅರ್ಜಿದಾರರು ಈ ನ್ಯಾಯಾಲಯದಲ್ಲಿ ಅರ್ಜಿ ಸಲ್ಲಿಸಿರುತ್ತಾರೆ. ಸದರಿ ಅರ್ಜಿಗೆ ಯಾರದಾದರೂ ತಕರಾರು ಇದ್ದಲ್ಲಿ ನಿಗದಿತ ದಿನಾಂಕದಂದು ಬೆಳಿಗ್ಗೆ 11.00 ಗಂಟೆಗೆ ಖುದ್ದಾಗಿ ಅಥವಾ ವಕೀಲರ ಮುಖಾಂತರ ಹಾಜರಾಗಿ ತಮ್ಮ ತಕರಾರು ಸಲ್ಲಿಸಬಹುದು. ತಪ್ಪಿದಲ್ಲಿ ಏಕಪಕ್ಷೀಯವಾಗಿ ಆದೇಶ ಮಾಡಲಾಗುವುದು.: [492, 959, 942, 992]
- kbjnl-email[interactable]: email:kbjnleenrbc5@gmail.com: [633, 555, 801, 567]
- court-body-2: ಈ ಮೂಲಕ ಸಾರ್ವಜನಿಕರಿಗೆ ತಿಳಿಯಪಡಿಸುವುದೇನೆಂದರೆ ಅರ್ಜಿದಾರರು ಈ ನ್ಯಾಯಾಲಯದಲ್ಲಿ ಅರ್ಜಿ ಸಲ್ಲಿಸಿರುತ್ತಾರೆ. ಸದರಿ ಅರ್ಜಿಗೆ ಯಾರದಾದರೂ ತಕರಾರು ಇದ್ದಲ್ಲಿ ನಿಗದಿತ ದಿನಾಂಕದಂದು ಬೆಳಿಗ್ಗೆ 11.00 ಗಂಟೆಗೆ ಖುದ್ದಾಗಿ ಅಥವಾ ವಕೀಲರ ಮುಖಾಂತರ ಹಾಜರಾಗಿ ತಮ್ಮ ತಕರಾರು ಸಲ್ಲಿಸಬಹುದು. ತಪ್ಪಿದಲ್ಲಿ ಏಕಪಕ್ಷೀಯವಾಗಿ ಆದೇಶ ಮಾಡಲಾಗುವುದು.: [10, 1677, 302, 1715]
- kbjnl-body-3: ಈ ಮೂಲಕ ಸಾರ್ವಜನಿಕರಿಗೆ ತಿಳಿಯಪಡಿಸುವುದೇನೆಂದರೆ ಅರ್ಜಿದಾರರು ಈ ನ್ಯಾಯಾಲಯದಲ್ಲಿ ಅರ್ಜಿ ಸಲ್ಲಿಸಿರುತ್ತಾರೆ. ಸದರಿ ಅರ್ಜಿಗೆ ಯಾರದಾದರೂ ತಕರಾರು ಇದ್ದಲ್ಲಿ ನಿಗದಿತ ದಿನಾಂಕದಂದು ಬೆಳಿಗ್ಗೆ 11.00 ಗಂಟೆಗೆ ಖುದ್ದಾಗಿ ಅಥವಾ ವಕೀಲರ ಮುಖಾಂತರ ಹಾಜರಾಗಿ ತಮ್ಮ ತಕರಾರು ಸಲ್ಲಿಸಬಹುದು. ತಪ್ಪಿದಲ್ಲಿ ಏಕಪಕ್ಷೀಯವಾಗಿ ಆದೇಶ ಮಾಡಲಾಗುವುದು.: [492, 675, 942, 708]
- kbjnl-sub: (ಕರ್ನಾಟಕ ಸರ್ಕಾರದ ಒಂದು ಉದ್ಯಮ): [690, 516, 784, 526]
- accent-bar: [1250, 16, 1260, 62]
- registration-marks: [1160, 2060, 1209, 2070]
- mal-ref: ಕ್ರ.ಸಂ:ಪುಕಾಮ/ಕಂ/ಸೂ/04/2024-25 ದಿನಾಂಕ:21-02-2025: [966, 1238, 1146, 1248]
- indi-footer: ಸಹಿ/- ಮುಖ್ಯಾಧಿಕಾರಿಗಳು, ಪುರಸಭೆ ಇಂಡಿ: [839, 1205, 942, 1215]
- weekday: ಮಂಗಳವಾರ: [1048, 14, 1109, 32]
- table-cell: 1: [967, 255, 988, 279]
- court-body: ಈ ಮೂಲಕ ಸಾರ್ವಜನಿಕರಿಗೆ ತಿಳಿಯಪಡಿಸುವುದೇನೆಂದರೆ ಅರ್ಜಿದಾರರು ಈ ನ್ಯಾಯಾಲಯದಲ್ಲಿ ಅರ್ಜಿ ಸಲ್ಲಿಸಿರುತ್ತಾರೆ. ಸದರಿ ಅರ್ಜಿಗೆ ಯಾರದಾದರೂ ತಕರಾರು ಇದ್ದಲ್ಲಿ ನಿಗದಿತ ದಿನಾಂಕದಂದು ಬೆಳಿಗ್ಗೆ 11.00 ಗಂಟೆಗೆ ಖುದ್ದಾಗಿ ಅಥವಾ ವಕೀಲರ ಮುಖಾಂತರ ಹಾಜರಾಗಿ ತಮ್ಮ ತಕರಾರು ಸಲ್ಲಿಸಬಹುದು. ತಪ್ಪಿದಲ್ಲಿ ಏಕಪಕ್ಷೀಯವಾಗಿ ಆದೇಶ ಮಾಡಲಾಗುವುದು.: [642, 1576, 944, 1605]
- kbjnl-title: ಕೃಷ್ಣಾ ಭಾಗ್ಯ ಜಲ ನಿಗಮ ನಿಯಮಿತ: [668, 502, 806, 517]
- table-row: [967, 255, 1260, 279]
- blood-donation-ad: [4, 572, 156, 670]
- sorab-court-ad-30: [312, 90, 630, 452]
- table-row: [13, 1184, 464, 1246]
- court-body: ಈ ಮೂಲಕ ಸಾರ್ವಜನಿಕರಿಗೆ ತಿಳಿಯಪಡಿಸುವುದೇನೆಂದರೆ ಅರ್ಜಿದಾರರು ಈ ನ್ಯಾಯಾಲಯದಲ್ಲಿ ಅರ್ಜಿ ಸಲ್ಲಿಸಿರುತ್ತಾರೆ. ಸದರಿ ಅರ್ಜಿಗೆ ಯಾರದಾದರೂ ತಕರಾರು ಇದ್ದಲ್ಲಿ ನಿಗದಿತ ದಿನಾಂಕದಂದು ಬೆಳಿಗ್ಗೆ 11.00 ಗಂಟೆಗೆ ಖುದ್ದಾಗಿ ಅಥವಾ ವಕೀಲರ ಮುಖಾಂತರ ಹಾಜರಾಗಿ ತಮ್ಮ ತಕರಾರು ಸಲ್ಲಿಸಬಹುದು. ತಪ್ಪಿದಲ್ಲಿ ಏಕಪಕ್ಷೀಯವಾಗಿ ಆದೇಶ ಮಾಡಲಾಗುವುದು.: [10, 1624, 302, 1662]
- issue-date: 25 ಫೆಬ್ರವರಿ 2025: [1048, 32, 1133, 47]
- davangere-court-ad: [160, 572, 472, 986]
- court-footer: ಸಹಿ/-ಶಿರಸ್ತೇದಾರರು, ಮಾನ್ಯ ಸಿವಿಲ್ ನ್ಯಾಯಾಧೀಶರು: [1146, 1712, 1262, 1721]
- table-cell: ದಿನಾಂಕ: 03/03/2025, ಸಮಯಃ 04.00 ಗಂಟೆ: [1108, 303, 1259, 327]
- court-body: ಈ ಮೂಲಕ ಸಾರ್ವಜನಿಕರಿಗೆ ತಿಳಿಯಪಡಿಸುವುದೇನೆಂದರೆ ಅರ್ಜಿದಾರರು ಈ ನ್ಯಾಯಾಲಯದಲ್ಲಿ ಅರ್ಜಿ ಸಲ್ಲಿಸಿರುತ್ತಾರೆ. ಸದರಿ ಅರ್ಜಿಗೆ ಯಾರದಾದರೂ ತಕರಾರು ಇದ್ದಲ್ಲಿ ನಿಗದಿತ ದಿನಾಂಕದಂದು ಬೆಳಿಗ್ಗೆ 11.00 ಗಂಟೆಗೆ ಖುದ್ದಾಗಿ ಅಥವಾ ವಕೀಲರ ಮುಖಾಂತರ ಹಾಜರಾಗಿ ತಮ್ಮ ತಕರಾರು ಸಲ್ಲಿಸಬಹುದು. ತಪ್ಪಿದಲ್ಲಿ ಏಕಪಕ್ಷೀಯವಾಗಿ ಆದೇಶ ಮಾಡಲಾಗುವುದು.: [318, 127, 624, 156]
- kbjnl-place: ಲೋಕಾಪುರ - 584127: [684, 545, 750, 555]
- emd: ರೂ. 1.56 ಲಕ್ಷಗಳು: [377, 1201, 430, 1211]
- table-row: [967, 364, 1260, 378]
- registration-marks: [440, 2060, 489, 2070]
- bwssb-deadline: 12.03.2025 ರಂದು ಸಂಜೆ 5:00 ಗಂಟೆಯವರೆಗೆ, ತಾಂತ್ರಿಕ ಬಿಡ್ 14.03.2025 ರಂದು ಸಂಜೆ 5:00 ಗಂಟೆಗೆ ತೆರೆಯಲಾಗುವುದು.: [12, 1401, 360, 1411]
- court-case: ಓ.ಎಸ್. ನಂ.316/2024: [1078, 1488, 1148, 1498]
- tender-ref: ಇ-ಟೆಂಡರ್ ಸಂಖ್ಯೆ:ಬೆನೀಸ/ಮುಅ(ದಕ್ಷಿಣ)/ಟೆಂಡರ್/12376/2024-25: [13, 1322, 374, 1336]
- indi-col-b-body: ಈ ಮೂಲಕ ಸಾರ್ವಜನಿಕರಿಗೆ ತಿಳಿಯಪಡಿಸುವುದೇನೆಂದರೆ ಅರ್ಜಿದಾರರು ಈ ನ್ಯಾಯಾಲಯದಲ್ಲಿ ಅರ್ಜಿ ಸಲ್ಲಿಸಿರುತ್ತಾರೆ. ಸದರಿ ಅರ್ಜಿಗೆ ಯಾರದಾದರೂ ತಕರಾರು ಇದ್ದಲ್ಲಿ ನಿಗದಿತ ದಿನಾಂಕದಂದು ಬೆಳಿಗ್ಗೆ 11.00 ಗಂಟೆಗೆ ಖುದ್ದಾಗಿ ಅಥವಾ ವಕೀಲರ ಮುಖಾಂತರ ಹಾಜರಾಗಿ ತಮ್ಮ ತಕರಾರು ಸಲ್ಲಿಸಬಹುದು. ತಪ್ಪಿದಲ್ಲಿ ಏಕಪಕ್ಷೀಯವಾಗಿ ಆದೇಶ ಮಾಡಲಾಗುವುದು.: [723, 1081, 938, 1129]
- court-body-5: ಈ ಮೂಲಕ ಸಾರ್ವಜನಿಕರಿಗೆ ತಿಳಿಯಪಡಿಸುವುದೇನೆಂದರೆ ಅರ್ಜಿದಾರರು ಈ ನ್ಯಾಯಾಲಯದಲ್ಲಿ ಅರ್ಜಿ ಸಲ್ಲಿಸಿರುತ್ತಾರೆ. ಸದರಿ ಅರ್ಜಿಗೆ ಯಾರದಾದರೂ ತಕರಾರು ಇದ್ದಲ್ಲಿ ನಿಗದಿತ ದಿನಾಂಕದಂದು ಬೆಳಿಗ್ಗೆ 11.00 ಗಂಟೆಗೆ ಖುದ್ದಾಗಿ ಅಥವಾ ವಕೀಲರ ಮುಖಾಂತರ ಹಾಜರಾಗಿ ತಮ್ಮ ತಕರಾರು ಸಲ್ಲಿಸಬಹುದು. ತಪ್ಪಿದಲ್ಲಿ ಏಕಪಕ್ಷೀಯವಾಗಿ ಆದೇಶ ಮಾಡಲಾಗುವುದು.: [642, 1725, 944, 1754]
- tender-date: ದಿನಾಂಕ: 24.02.2025: [374, 1246, 464, 1260]
- court-notice: ಸಾರ್ವಜನಿಕ ಪ್ರಕಟಣೆ: [768, 1638, 818, 1648]
- table-header-row: [13, 1078, 464, 1092]
- pwd-banner: ಟೆಂಡರ್ ಅಧಿಸೂಚನೆ (ಕೆ.ಪಿ.ಪಿ.ಪಿ.ನಲ್ಲಿ): [966, 833, 1260, 850]
- hospital-tender-id: DHFWS/2024-25IND1281: [966, 195, 1071, 205]
- table-header-row: [967, 241, 1260, 255]
- indi-website[interactable]: ವೆಬ್‌ಸೈಟ್ : www.inditown.mrc.gov.in,: [665, 905, 809, 915]
- court-date: 01-03-2025: [322, 1730, 370, 1740]
- indi-body-3: ಈ ಮೂಲಕ ಸಾರ್ವಜನಿಕರಿಗೆ ತಿಳಿಯಪಡಿಸುವುದೇನೆಂದರೆ ಅರ್ಜಿದಾರರು ಈ ನ್ಯಾಯಾಲಯದಲ್ಲಿ ಅರ್ಜಿ ಸಲ್ಲಿಸಿರುತ್ತಾರೆ. ಸದರಿ ಅರ್ಜಿಗೆ ಯಾರದಾದರೂ ತಕರಾರು ಇದ್ದಲ್ಲಿ ನಿಗದಿತ ದಿನಾಂಕದಂದು ಬೆಳಿಗ್ಗೆ 11.00 ಗಂಟೆಗೆ ಖುದ್ದಾಗಿ ಅಥವಾ ವಕೀಲರ ಮುಖಾಂತರ ಹಾಜರಾಗಿ ತಮ್ಮ ತಕರಾರು ಸಲ್ಲಿಸಬಹುದು. ತಪ್ಪಿದಲ್ಲಿ ಏಕಪಕ್ಷೀಯವಾಗಿ ಆದೇಶ ಮಾಡಲಾಗುವುದು.: [492, 1029, 942, 1061]
- court-body: ಈ ಮೂಲಕ ಸಾರ್ವಜನಿಕರಿಗೆ ತಿಳಿಯಪಡಿಸುವುದೇನೆಂದರೆ ಅರ್ಜಿದಾರರು ಈ ನ್ಯಾಯಾಲಯದಲ್ಲಿ ಅರ್ಜಿ ಸಲ್ಲಿಸಿರುತ್ತಾರೆ. ಸದರಿ ಅರ್ಜಿಗೆ ಯಾರದಾದರೂ ತಕರಾರು ಇದ್ದಲ್ಲಿ ನಿಗದಿತ ದಿನಾಂಕದಂದು ಬೆಳಿಗ್ಗೆ 11.00 ಗಂಟೆಗೆ ಖುದ್ದಾಗಿ ಅಥವಾ ವಕೀಲರ ಮುಖಾಂತರ ಹಾಜರಾಗಿ ತಮ್ಮ ತಕರಾರು ಸಲ್ಲಿಸಬಹುದು. ತಪ್ಪಿದಲ್ಲಿ ಏಕಪಕ್ಷೀಯವಾಗಿ ಆದೇಶ ಮಾಡಲಾಗುವುದು.: [322, 1624, 622, 1653]
- table-cell: ಇ-ಟೆಂಡರ್ ಆರ್ಥಿಕ ಬಿಡ್ ತೆರೆಯುವ ದಿನಾಂಕ ಮತ್ತು ಸಮಯ: [987, 326, 1108, 350]
- indi-notice-ad: [484, 884, 950, 1540]
- court-title: ಮಾನ್ಯ ಸಿವಿಲ್ ನ್ಯಾಯಾಧೀಶರು ಮತ್ತು ಹೆಚ್ಚುವರಿ ಜೆ.ಎಂ.ಎಫ್.ಸಿ. ರವರ ನ್ಯಾಯಾಲಯ, ತರೀಕೆರೆ: [341, 1601, 603, 1611]
- court-phone: 9740682443: [640, 233, 688, 243]
- masthead-logo-icon: [118, 12, 146, 40]
- court-notice: ಸಾರ್ವಜನಿಕ ಪತ್ರಿಕಾ ಪ್ರಕಟಣೆ: [282, 597, 350, 607]
- table-header-cell: ದಿನಾಂಕ: [1108, 241, 1259, 255]
- indi-body-4: ಈ ಮೂಲಕ ಸಾರ್ವಜನಿಕರಿಗೆ ತಿಳಿಯಪಡಿಸುವುದೇನೆಂದರೆ ಅರ್ಜಿದಾರರು ಈ ನ್ಯಾಯಾಲಯದಲ್ಲಿ ಅರ್ಜಿ ಸಲ್ಲಿಸಿರುತ್ತಾರೆ. ಸದರಿ ಅರ್ಜಿಗೆ ಯಾರದಾದರೂ ತಕರಾರು ಇದ್ದಲ್ಲಿ ನಿಗದಿತ ದಿನಾಂಕದಂದು ಬೆಳಿಗ್ಗೆ 11.00 ಗಂಟೆಗೆ ಖುದ್ದಾಗಿ ಅಥವಾ ವಕೀಲರ ಮುಖಾಂತರ ಹಾಜರಾಗಿ ತಮ್ಮ ತಕರಾರು ಸಲ್ಲಿಸಬಹುದು. ತಪ್ಪಿದಲ್ಲಿ ಏಕಪಕ್ಷೀಯವಾಗಿ ಆದೇಶ ಮಾಡಲಾಗುವುದು.: [492, 1135, 942, 1167]
- mal-body: ಈ ಮೂಲಕ ಸಾರ್ವಜನಿಕರಿಗೆ ತಿಳಿಯಪಡಿಸುವುದೇನೆಂದರೆ ಅರ್ಜಿದಾರರು ಈ ನ್ಯಾಯಾಲಯದಲ್ಲಿ ಅರ್ಜಿ ಸಲ್ಲಿಸಿರುತ್ತಾರೆ. ಸದರಿ ಅರ್ಜಿಗೆ ಯಾರದಾದರೂ ತಕರಾರು ಇದ್ದಲ್ಲಿ ನಿಗದಿತ ದಿನಾಂಕದಂದು ಬೆಳಿಗ್ಗೆ 11.00 ಗಂಟೆಗೆ ಖುದ್ದಾಗಿ ಅಥವಾ ವಕೀಲರ ಮುಖಾಂತರ ಹಾಜರಾಗಿ ತಮ್ಮ ತಕರಾರು ಸಲ್ಲಿಸಬಹುದು. ತಪ್ಪಿದಲ್ಲಿ ಏಕಪಕ್ಷೀಯವಾಗಿ ಆದೇಶ ಮಾಡಲಾಗುವುದು.: [966, 1270, 1260, 1299]
- court-body-2: ಈ ಮೂಲಕ ಸಾರ್ವಜನಿಕರಿಗೆ ತಿಳಿಯಪಡಿಸುವುದೇನೆಂದರೆ ಅರ್ಜಿದಾರರು ಈ ನ್ಯಾಯಾಲಯದಲ್ಲಿ ಅರ್ಜಿ ಸಲ್ಲಿಸಿರುತ್ತಾರೆ. ಸದರಿ ಅರ್ಜಿಗೆ ಯಾರದಾದರೂ ತಕರಾರು ಇದ್ದಲ್ಲಿ ನಿಗದಿತ ದಿನಾಂಕದಂದು ಬೆಳಿಗ್ಗೆ 11.00 ಗಂಟೆಗೆ ಖುದ್ದಾಗಿ ಅಥವಾ ವಕೀಲರ ಮುಖಾಂತರ ಹಾಜರಾಗಿ ತಮ್ಮ ತಕರಾರು ಸಲ್ಲಿಸಬಹುದು. ತಪ್ಪಿದಲ್ಲಿ ಏಕಪಕ್ಷೀಯವಾಗಿ ಆದೇಶ ಮಾಡಲಾಗುವುದು.: [964, 1531, 1262, 1560]
- indi-column-b: [719, 1066, 942, 1133]
- row-number: 3: [13, 1260, 41, 1322]
- hospital-subtitle: ತಾಲೂಕಾ ಸಾರ್ವಜನಿಕ ಆಸ್ಪತ್ರೆ ಹಳಿಯಾಳ: [1078, 117, 1188, 128]
- row-number: 1: [13, 1107, 41, 1169]
- kbjnl-banner: ಅಲ್ಪಾವಧಿ ಟೆಂಡರ್ ಪ್ರಕಟಣೆ ಕರೆ-2(ಇ-ಪ್ರೊಕ್ಯೂರ್‌ಮೆಂಟ್ ಮುಖಾಂತರ ಮಾತ್ರ): [492, 583, 942, 600]
- mal-banner: ಸಾರ್ವಜನಿಕ ಪ್ರಕಟಣೆ: [966, 1251, 1260, 1268]
- court-body-5: ಈ ಮೂಲಕ ಸಾರ್ವಜನಿಕರಿಗೆ ತಿಳಿಯಪಡಿಸುವುದೇನೆಂದರೆ ಅರ್ಜಿದಾರರು ಈ ನ್ಯಾಯಾಲಯದಲ್ಲಿ ಅರ್ಜಿ ಸಲ್ಲಿಸಿರುತ್ತಾರೆ. ಸದರಿ ಅರ್ಜಿಗೆ ಯಾರದಾದರೂ ತಕರಾರು ಇದ್ದಲ್ಲಿ ನಿಗದಿತ ದಿನಾಂಕದಂದು ಬೆಳಿಗ್ಗೆ 11.00 ಗಂಟೆಗೆ ಖುದ್ದಾಗಿ ಅಥವಾ ವಕೀಲರ ಮುಖಾಂತರ ಹಾಜರಾಗಿ ತಮ್ಮ ತಕರಾರು ಸಲ್ಲಿಸಬಹುದು. ತಪ್ಪಿದಲ್ಲಿ ಏಕಪಕ್ಷೀಯವಾಗಿ ಆದೇಶ ಮಾಡಲಾಗುವುದು.: [964, 1649, 1262, 1678]
- court-case: ಕ್ರಿಮಿನಲ್ ಮಿಸ್.ನಂ.25/2025: [431, 1612, 513, 1622]
- court-body-3: ಈ ಮೂಲಕ ಸಾರ್ವಜನಿಕರಿಗೆ ತಿಳಿಯಪಡಿಸುವುದೇನೆಂದರೆ ಅರ್ಜಿದಾರರು ಈ ನ್ಯಾಯಾಲಯದಲ್ಲಿ ಅರ್ಜಿ ಸಲ್ಲಿಸಿರುತ್ತಾರೆ. ಸದರಿ ಅರ್ಜಿಗೆ ಯಾರದಾದರೂ ತಕರಾರು ಇದ್ದಲ್ಲಿ ನಿಗದಿತ ದಿನಾಂಕದಂದು ಬೆಳಿಗ್ಗೆ 11.00 ಗಂಟೆಗೆ ಖುದ್ದಾಗಿ ಅಥವಾ ವಕೀಲರ ಮುಖಾಂತರ ಹಾಜರಾಗಿ ತಮ್ಮ ತಕರಾರು ಸಲ್ಲಿಸಬಹುದು. ತಪ್ಪಿದಲ್ಲಿ ಏಕಪಕ್ಷೀಯವಾಗಿ ಆದೇಶ ಮಾಡಲಾಗುವುದು.: [10, 1717, 302, 1755]
- hospital-body-2: ಈ ಮೂಲಕ ಸಾರ್ವಜನಿಕರಿಗೆ ತಿಳಿಯಪಡಿಸುವುದೇನೆಂದರೆ ಅರ್ಜಿದಾರರು ಈ ನ್ಯಾಯಾಲಯದಲ್ಲಿ ಅರ್ಜಿ ಸಲ್ಲಿಸಿರುತ್ತಾರೆ. ಸದರಿ ಅರ್ಜಿಗೆ ಯಾರದಾದರೂ ತಕರಾರು ಇದ್ದಲ್ಲಿ ನಿಗದಿತ ದಿನಾಂಕದಂದು ಬೆಳಿಗ್ಗೆ 11.00 ಗಂಟೆಗೆ ಖುದ್ದಾಗಿ ಅಥವಾ ವಕೀಲರ ಮುಖಾಂತರ ಹಾಜರಾಗಿ ತಮ್ಮ ತಕರಾರು ಸಲ್ಲಿಸಬಹುದು. ತಪ್ಪಿದಲ್ಲಿ ಏಕಪಕ್ಷೀಯವಾಗಿ ಆದೇಶ ಮಾಡಲಾಗುವುದು.: [966, 208, 1260, 236]
- table-cell: ಇ-ಟೆಂಡರ್ ತಾಂತ್ರಿಕ ಬಿಡ್ ತೆರೆಯುವ ದಿನಾಂಕ ಮತ್ತು ಸಮಯ: [987, 303, 1108, 327]
- court-body-4: ಈ ಮೂಲಕ ಸಾರ್ವಜನಿಕರಿಗೆ ತಿಳಿಯಪಡಿಸುವುದೇನೆಂದರೆ ಅರ್ಜಿದಾರರು ಈ ನ್ಯಾಯಾಲಯದಲ್ಲಿ ಅರ್ಜಿ ಸಲ್ಲಿಸಿರುತ್ತಾರೆ. ಸದರಿ ಅರ್ಜಿಗೆ ಯಾರದಾದರೂ ತಕರಾರು ಇದ್ದಲ್ಲಿ ನಿಗದಿತ ದಿನಾಂಕದಂದು ಬೆಳಿಗ್ಗೆ 11.00 ಗಂಟೆಗೆ ಖುದ್ದಾಗಿ ಅಥವಾ ವಕೀಲರ ಮುಖಾಂತರ ಹಾಜರಾಗಿ ತಮ್ಮ ತಕರಾರು ಸಲ್ಲಿಸಬಹುದು. ತಪ್ಪಿದಲ್ಲಿ ಏಕಪಕ್ಷೀಯವಾಗಿ ಆದೇಶ ಮಾಡಲಾಗುವುದು.: [10, 1770, 302, 1808]
- amount-cell: [374, 1336, 464, 1398]
- table-cell: 3: [967, 303, 988, 327]
- gov-label: ಕರ್ನಾಟಕ ಸರ್ಕಾರ: [1111, 97, 1155, 106]
- kbjnl-logo-icon: [492, 497, 526, 531]
- ad-phone: +91-8046010000 +91-8068948777: [12, 218, 147, 228]
- court-title: ಮಾನ್ಯ ಸಿವಿಲ್ ನ್ಯಾಯಾಧೀಶರು ಮತ್ತು ಹೆಚ್ಚುವರಿ ಜೆ.ಎಂ.ಎಫ್.ಸಿ. ರವರ ನ್ಯಾಯಾಲಯ, ತರೀಕೆರೆ: [982, 1477, 1244, 1487]
- court-case: ಸಿ.ಮಿಸ್. ನಂ: 35 /2025: [757, 106, 829, 116]
- court-notice: ಸಾರ್ವಜನಿಕ ಪ್ರಕಟಣೆ: [1088, 1562, 1138, 1572]
- pwd-footer: ಸಹಿ/-ಕಾರ್ಯನಿರ್ವಾಹಕ ಅಭಿಯಂತರರು, ಲೋಕೋಪಯೋಗಿ ಇಲಾಖೆ, ಬೆಳಗಾವಿ ವಿಭಾಗ, ಬೆಳಗಾವಿ.: [1018, 958, 1260, 967]
- mal-title: ಪುರಸಭಾ ಕಾರ್ಯಾಲಯ, ಮಲೇಬೆನ್ನೂರು,: [1051, 1193, 1215, 1207]
- haliyal-hospital-ad: [958, 90, 1268, 770]
- date-block: [1048, 14, 1132, 48]
- masthead-title: ಹೊಸ ದಿಗಂತ: [152, 7, 285, 42]
- court-body-2: ಈ ಮೂಲಕ ಸಾರ್ವಜನಿಕರಿಗೆ ತಿಳಿಯಪಡಿಸುವುದೇನೆಂದರೆ ಅರ್ಜಿದಾರರು ಈ ನ್ಯಾಯಾಲಯದಲ್ಲಿ ಅರ್ಜಿ ಸಲ್ಲಿಸಿರುತ್ತಾರೆ. ಸದರಿ ಅರ್ಜಿಗೆ ಯಾರದಾದರೂ ತಕರಾರು ಇದ್ದಲ್ಲಿ ನಿಗದಿತ ದಿನಾಂಕದಂದು ಬೆಳಿಗ್ಗೆ 11.00 ಗಂಟೆಗೆ ಖುದ್ದಾಗಿ ಅಥವಾ ವಕೀಲರ ಮುಖಾಂತರ ಹಾಜರಾಗಿ ತಮ್ಮ ತಕರಾರು ಸಲ್ಲಿಸಬಹುದು. ತಪ್ಪಿದಲ್ಲಿ ಏಕಪಕ್ಷೀಯವಾಗಿ ಆದೇಶ ಮಾಡಲಾಗುವುದು.: [166, 640, 466, 669]
- sorab-court-ad-35: [634, 90, 952, 452]
- malebennur-ad: [958, 1186, 1268, 1462]
- court-body-2: ಈ ಮೂಲಕ ಸಾರ್ವಜನಿಕರಿಗೆ ತಿಳಿಯಪಡಿಸುವುದೇನೆಂದರೆ ಅರ್ಜಿದಾರರು ಈ ನ್ಯಾಯಾಲಯದಲ್ಲಿ ಅರ್ಜಿ ಸಲ್ಲಿಸಿರುತ್ತಾರೆ. ಸದರಿ ಅರ್ಜಿಗೆ ಯಾರದಾದರೂ ತಕರಾರು ಇದ್ದಲ್ಲಿ ನಿಗದಿತ ದಿನಾಂಕದಂದು ಬೆಳಿಗ್ಗೆ 11.00 ಗಂಟೆಗೆ ಖುದ್ದಾಗಿ ಅಥವಾ ವಕೀಲರ ಮುಖಾಂತರ ಹಾಜರಾಗಿ ತಮ್ಮ ತಕರಾರು ಸಲ್ಲಿಸಬಹುದು. ತಪ್ಪಿದಲ್ಲಿ ಏಕಪಕ್ಷೀಯವಾಗಿ ಆದೇಶ ಮಾಡಲಾಗುವುದು.: [640, 158, 946, 187]
- work-description: ಈ ಮೂಲಕ ಸಾರ್ವಜನಿಕರಿಗೆ ತಿಳಿಯಪಡಿಸುವುದೇನೆಂದರೆ ಅರ್ಜಿದಾರರು ಈ ನ್ಯಾಯಾಲಯದಲ್ಲಿ ಅರ್ಜಿ ಸಲ್ಲಿಸಿರುತ್ತಾರೆ. ಸದರಿ ಅರ್ಜಿಗೆ ಯಾರದಾದರೂ ತಕರಾರು ಇದ್ದಲ್ಲಿ ನಿಗದಿತ ದಿನಾಂಕದಂದು ಬೆಳಿಗ್ಗೆ 11.00 ಗಂಟೆಗೆ ಖುದ್ದಾಗಿ ಅಥವಾ ವಕೀಲರ ಮುಖಾಂತರ ಹಾಜರಾಗಿ ತಮ್ಮ ತಕರಾರು ಸಲ್ಲಿಸಬಹುದು. ತಪ್ಪಿದಲ್ಲಿ ಏಕಪಕ್ಷೀಯವಾಗಿ ಆದೇಶ ಮಾಡಲಾಗುವುದು.: [41, 1184, 374, 1246]
- table-row: [13, 1093, 464, 1107]
- ad-url[interactable]: www.davanagerecity.mrc.gov.in: [12, 206, 148, 216]
- court-body-3: ಈ ಮೂಲಕ ಸಾರ್ವಜನಿಕರಿಗೆ ತಿಳಿಯಪಡಿಸುವುದೇನೆಂದರೆ ಅರ್ಜಿದಾರರು ಈ ನ್ಯಾಯಾಲಯದಲ್ಲಿ ಅರ್ಜಿ ಸಲ್ಲಿಸಿರುತ್ತಾರೆ. ಸದರಿ ಅರ್ಜಿಗೆ ಯಾರದಾದರೂ ತಕರಾರು ಇದ್ದಲ್ಲಿ ನಿಗದಿತ ದಿನಾಂಕದಂದು ಬೆಳಿಗ್ಗೆ 11.00 ಗಂಟೆಗೆ ಖುದ್ದಾಗಿ ಅಥವಾ ವಕೀಲರ ಮುಖಾಂತರ ಹಾಜರಾಗಿ ತಮ್ಮ ತಕರಾರು ಸಲ್ಲಿಸಬಹುದು. ತಪ್ಪಿದಲ್ಲಿ ಏಕಪಕ್ಷೀಯವಾಗಿ ಆದೇಶ ಮಾಡಲಾಗುವುದು.: [322, 1699, 622, 1727]
- eye-line-1: ನೇತ್ರದಾನ: [366, 487, 428, 511]
